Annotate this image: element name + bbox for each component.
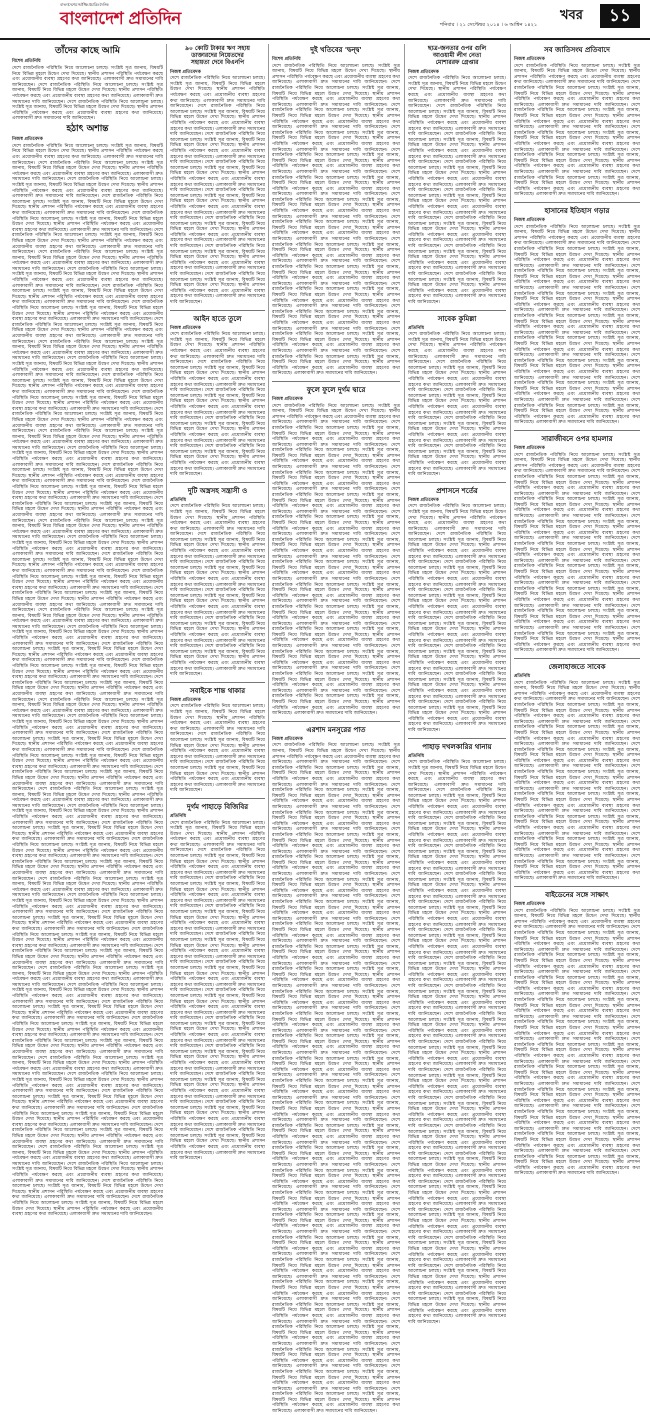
divider [514,430,640,431]
column-3 [272,44,400,1415]
byline: বিশেষ প্রতিনিধি [12,59,41,65]
divider [272,721,400,722]
column-4 [408,44,506,1325]
divider [170,798,265,799]
body-text: দেশে রাজনৈতিক পরিস্থিতি নিয়ে আলোচনা চলছে। সংশ্লিষ্ট সূত্র জানায়, বিষয়টি নিয়ে বিভিন্ন মহলে উদ্বেগ দেখা দিয়েছে। স্থানীয় প্রশাসন পরিস্থিতি পর্যবেক্ষণ করছে এবং প্রয়োজনীয় ব্যবস্থা গ্রহণের কথা জানিয়েছে। এলাকাবাসী দ্রুত সমাধানের দাবি জানিয়েছেন। দেশে রাজনৈতিক পরিস্থিতি নিয়ে আলোচনা চলছে। সংশ্লিষ্ট সূত্র জানায়, বিষয়টি নিয়ে বিভিন্ন মহলে উদ্বেগ দেখা দিয়েছে। স্থানীয় প্রশাসন পরিস্থিতি পর্যবেক্ষণ করছে এবং প্রয়োজনীয় ব্যবস্থা গ্রহণের কথা জানিয়েছে। এলাকাবাসী দ্রুত সমাধানের দাবি জানিয়েছেন। দেশে রাজনৈতিক পরিস্থিতি নিয়ে আলোচনা চলছে। সংশ্লিষ্ট সূত্র জানায়, বিষয়টি নিয়ে বিভিন্ন মহলে উদ্বেগ দেখা দিয়েছে। স্থানীয় প্রশাসন পরিস্থিতি পর্যবেক্ষণ করছে এবং প্রয়োজনীয় ব্যবস্থা গ্রহণের কথা জানিয়েছে। এলাকাবাসী দ্রুত সমাধানের দাবি জানিয়েছেন। দেশে রাজনৈতিক পরিস্থিতি নিয়ে আলোচনা চলছে। সংশ্লিষ্ট সূত্র জানায়, বিষয়টি নিয়ে বিভিন্ন মহলে উদ্বেগ দেখা দিয়েছে। স্থানীয় প্রশাসন পরিস্থিতি পর্যবেক্ষণ করছে এবং প্রয়োজনীয় ব্যবস্থা গ্রহণের কথা জানিয়েছে। এলাকাবাসী দ্রুত সমাধানের দাবি জানিয়েছেন। দেশে রাজনৈতিক পরিস্থিতি নিয়ে আলোচনা চলছে। সংশ্লিষ্ট সূত্র জানায়, বিষয়টি নিয়ে বিভিন্ন মহলে উদ্বেগ দেখা দিয়েছে। স্থানীয় প্রশাসন পরিস্থিতি পর্যবেক্ষণ করছে এবং প্রয়োজনীয় ব্যবস্থা গ্রহণের কথা জানিয়েছে। এলাকাবাসী দ্রুত সমাধানের দাবি জানিয়েছেন। দেশে রাজনৈতিক পরিস্থিতি নিয়ে আলোচনা চলছে। সংশ্লিষ্ট সূত্র জানায়, বিষয়টি নিয়ে বিভিন্ন মহলে উদ্বেগ দেখা দিয়েছে। স্থানীয় প্রশাসন পরিস্থিতি পর্যবেক্ষণ করছে এবং প্রয়োজনীয় ব্যবস্থা গ্রহণের কথা জানিয়েছে। এলাকাবাসী দ্রুত সমাধানের দাবি জানিয়েছেন। দেশে রাজনৈতিক পরিস্থিতি নিয়ে আলোচনা চলছে। সংশ্লিষ্ট সূত্র জানায়, বিষয়টি নিয়ে বিভিন্ন মহলে উদ্বেগ দেখা দিয়েছে। স্থানীয় প্রশাসন পরিস্থিতি পর্যবেক্ষণ করছে এবং প্রয়োজনীয় ব্যবস্থা গ্রহণের কথা জানিয়েছে। এলাকাবাসী দ্রুত সমাধানের দাবি জানিয়েছেন। দেশে রাজনৈতিক পরিস্থিতি নিয়ে আলোচনা চলছে। সংশ্লিষ্ট সূত্র জানায়, বিষয়টি নিয়ে বিভিন্ন মহলে উদ্বেগ দেখা দিয়েছে। স্থানীয় প্রশাসন পরিস্থিতি পর্যবেক্ষণ করছে এবং প্রয়োজনীয় ব্যবস্থা গ্রহণের কথা জানিয়েছে। এলাকাবাসী দ্রুত সমাধানের দাবি জানিয়েছেন। দেশে রাজনৈতিক পরিস্থিতি নিয়ে আলোচনা চলছে। সংশ্লিষ্ট সূত্র জানায়, বিষয়টি নিয়ে বিভিন্ন মহলে উদ্বেগ দেখা দিয়েছে। স্থানীয় প্রশাসন পরিস্থিতি পর্যবেক্ষণ করছে এবং প্রয়োজনীয় ব্যবস্থা গ্রহণের কথা জানিয়েছে। এলাকাবাসী দ্রুত সমাধানের দাবি জানিয়েছেন। [514,224,640,426]
byline: নিজস্ব প্রতিবেদক [408,497,439,503]
byline: বিশেষ প্রতিনিধি [272,57,301,63]
divider [408,738,506,739]
headline[interactable]: ফুলে ফুলে দুর্গম দ্বারে [306,385,366,394]
body-text: দেশে রাজনৈতিক পরিস্থিতি নিয়ে আলোচনা চলছে। সংশ্লিষ্ট সূত্র জানায়, বিষয়টি নিয়ে বিভিন্ন মহলে উদ্বেগ দেখা দিয়েছে। স্থানীয় প্রশাসন পরিস্থিতি পর্যবেক্ষণ করছে এবং প্রয়োজনীয় ব্যবস্থা গ্রহণের কথা জানিয়েছে। এলাকাবাসী দ্রুত সমাধানের দাবি জানিয়েছেন। দেশে রাজনৈতিক পরিস্থিতি নিয়ে আলোচনা চলছে। সংশ্লিষ্ট সূত্র জানায়, বিষয়টি নিয়ে বিভিন্ন মহলে উদ্বেগ দেখা দিয়েছে। স্থানীয় প্রশাসন পরিস্থিতি পর্যবেক্ষণ করছে এবং প্রয়োজনীয় ব্যবস্থা গ্রহণের কথা জানিয়েছে। এলাকাবাসী দ্রুত সমাধানের দাবি জানিয়েছেন। দেশে রাজনৈতিক পরিস্থিতি নিয়ে আলোচনা চলছে। সংশ্লিষ্ট সূত্র জানায়, বিষয়টি নিয়ে বিভিন্ন মহলে উদ্বেগ দেখা দিয়েছে। স্থানীয় প্রশাসন পরিস্থিতি পর্যবেক্ষণ করছে এবং প্রয়োজনীয় ব্যবস্থা গ্রহণের কথা জানিয়েছে। এলাকাবাসী দ্রুত সমাধানের দাবি জানিয়েছেন। দেশে রাজনৈতিক পরিস্থিতি নিয়ে আলোচনা চলছে। সংশ্লিষ্ট সূত্র জানায়, বিষয়টি নিয়ে বিভিন্ন মহলে উদ্বেগ দেখা দিয়েছে। স্থানীয় প্রশাসন পরিস্থিতি পর্যবেক্ষণ করছে এবং প্রয়োজনীয় ব্যবস্থা গ্রহণের কথা জানিয়েছে। এলাকাবাসী দ্রুত সমাধানের দাবি জানিয়েছেন। দেশে রাজনৈতিক পরিস্থিতি নিয়ে আলোচনা চলছে। সংশ্লিষ্ট সূত্র জানায়, বিষয়টি নিয়ে বিভিন্ন মহলে উদ্বেগ দেখা দিয়েছে। স্থানীয় প্রশাসন পরিস্থিতি পর্যবেক্ষণ করছে এবং প্রয়োজনীয় ব্যবস্থা গ্রহণের কথা জানিয়েছে। এলাকাবাসী দ্রুত সমাধানের দাবি জানিয়েছেন। দেশে রাজনৈতিক পরিস্থিতি নিয়ে আলোচনা চলছে। সংশ্লিষ্ট সূত্র জানায়, বিষয়টি নিয়ে বিভিন্ন মহলে উদ্বেগ দেখা দিয়েছে। স্থানীয় প্রশাসন পরিস্থিতি পর্যবেক্ষণ করছে এবং প্রয়োজনীয় ব্যবস্থা গ্রহণের কথা জানিয়েছে। এলাকাবাসী দ্রুত সমাধানের দাবি জানিয়েছেন। দেশে রাজনৈতিক পরিস্থিতি নিয়ে আলোচনা চলছে। সংশ্লিষ্ট সূত্র জানায়, বিষয়টি নিয়ে বিভিন্ন মহলে উদ্বেগ দেখা দিয়েছে। স্থানীয় প্রশাসন পরিস্থিতি পর্যবেক্ষণ করছে এবং প্রয়োজনীয় ব্যবস্থা গ্রহণের কথা জানিয়েছে। এলাকাবাসী দ্রুত সমাধানের দাবি জানিয়েছেন। দেশে রাজনৈতিক পরিস্থিতি নিয়ে আলোচনা চলছে। সংশ্লিষ্ট সূত্র জানায়, বিষয়টি নিয়ে বিভিন্ন মহলে উদ্বেগ দেখা দিয়েছে। স্থানীয় প্রশাসন পরিস্থিতি পর্যবেক্ষণ করছে এবং প্রয়োজনীয় ব্যবস্থা গ্রহণের কথা জানিয়েছে। এলাকাবাসী দ্রুত সমাধানের দাবি জানিয়েছেন। দেশে রাজনৈতিক পরিস্থিতি নিয়ে আলোচনা চলছে। সংশ্লিষ্ট সূত্র জানায়, বিষয়টি নিয়ে বিভিন্ন মহলে উদ্বেগ দেখা দিয়েছে। স্থানীয় প্রশাসন পরিস্থিতি পর্যবেক্ষণ করছে এবং প্রয়োজনীয় ব্যবস্থা গ্রহণের কথা জানিয়েছে। এলাকাবাসী দ্রুত সমাধানের দাবি জানিয়েছেন। দেশে রাজনৈতিক পরিস্থিতি নিয়ে আলোচনা চলছে। সংশ্লিষ্ট সূত্র জানায়, বিষয়টি নিয়ে বিভিন্ন মহলে উদ্বেগ দেখা দিয়েছে। স্থানীয় প্রশাসন পরিস্থিতি পর্যবেক্ষণ করছে এবং প্রয়োজনীয় ব্যবস্থা গ্রহণের কথা জানিয়েছে। এলাকাবাসী দ্রুত সমাধানের দাবি জানিয়েছেন। দেশে রাজনৈতিক পরিস্থিতি নিয়ে আলোচনা চলছে। সংশ্লিষ্ট সূত্র জানায়, বিষয়টি নিয়ে বিভিন্ন মহলে উদ্বেগ দেখা দিয়েছে। স্থানীয় প্রশাসন পরিস্থিতি পর্যবেক্ষণ করছে এবং প্রয়োজনীয় ব্যবস্থা গ্রহণের কথা জানিয়েছে। এলাকাবাসী দ্রুত সমাধানের দাবি জানিয়েছেন। দেশে রাজনৈতিক পরিস্থিতি নিয়ে আলোচনা চলছে। সংশ্লিষ্ট সূত্র জানায়, বিষয়টি নিয়ে বিভিন্ন মহলে উদ্বেগ দেখা দিয়েছে। স্থানীয় প্রশাসন পরিস্থিতি পর্যবেক্ষণ করছে এবং প্রয়োজনীয় ব্যবস্থা গ্রহণের কথা জানিয়েছে। এলাকাবাসী দ্রুত সমাধানের দাবি জানিয়েছেন। দেশে রাজনৈতিক পরিস্থিতি নিয়ে আলোচনা চলছে। সংশ্লিষ্ট সূত্র জানায়, বিষয়টি নিয়ে বিভিন্ন মহলে উদ্বেগ দেখা দিয়েছে। স্থানীয় প্রশাসন পরিস্থিতি পর্যবেক্ষণ করছে এবং প্রয়োজনীয় ব্যবস্থা গ্রহণের কথা জানিয়েছে। এলাকাবাসী দ্রুত সমাধানের দাবি জানিয়েছেন। দেশে রাজনৈতিক পরিস্থিতি নিয়ে আলোচনা চলছে। সংশ্লিষ্ট সূত্র জানায়, বিষয়টি নিয়ে বিভিন্ন মহলে উদ্বেগ দেখা দিয়েছে। স্থানীয় প্রশাসন পরিস্থিতি পর্যবেক্ষণ করছে এবং প্রয়োজনীয় ব্যবস্থা গ্রহণের কথা জানিয়েছে। এলাকাবাসী দ্রুত সমাধানের দাবি জানিয়েছেন। দেশে রাজনৈতিক পরিস্থিতি নিয়ে আলোচনা চলছে। সংশ্লিষ্ট সূত্র জানায়, বিষয়টি নিয়ে বিভিন্ন মহলে উদ্বেগ দেখা দিয়েছে। স্থানীয় প্রশাসন পরিস্থিতি পর্যবেক্ষণ করছে এবং প্রয়োজনীয় ব্যবস্থা গ্রহণের কথা জানিয়েছে। এলাকাবাসী দ্রুত সমাধানের দাবি জানিয়েছেন। দেশে রাজনৈতিক পরিস্থিতি নিয়ে আলোচনা চলছে। সংশ্লিষ্ট সূত্র জানায়, বিষয়টি নিয়ে বিভিন্ন মহলে উদ্বেগ দেখা দিয়েছে। স্থানীয় প্রশাসন পরিস্থিতি পর্যবেক্ষণ করছে এবং প্রয়োজনীয় ব্যবস্থা গ্রহণের কথা জানিয়েছে। এলাকাবাসী দ্রুত সমাধানের দাবি জানিয়েছেন। দেশে রাজনৈতিক পরিস্থিতি নিয়ে আলোচনা চলছে। সংশ্লিষ্ট সূত্র জানায়, বিষয়টি নিয়ে বিভিন্ন মহলে উদ্বেগ দেখা দিয়েছে। স্থানীয় প্রশাসন পরিস্থিতি পর্যবেক্ষণ করছে এবং প্রয়োজনীয় ব্যবস্থা গ্রহণের কথা জানিয়েছে। এলাকাবাসী দ্রুত সমাধানের দাবি জানিয়েছেন। দেশে রাজনৈতিক পরিস্থিতি নিয়ে আলোচনা চলছে। সংশ্লিষ্ট সূত্র জানায়, বিষয়টি নিয়ে বিভিন্ন মহলে উদ্বেগ দেখা দিয়েছে। স্থানীয় প্রশাসন পরিস্থিতি পর্যবেক্ষণ করছে এবং প্রয়োজনীয় ব্যবস্থা গ্রহণের কথা জানিয়েছে। এলাকাবাসী দ্রুত সমাধানের দাবি জানিয়েছেন। দেশে রাজনৈতিক পরিস্থিতি নিয়ে আলোচনা চলছে। সংশ্লিষ্ট সূত্র জানায়, বিষয়টি নিয়ে বিভিন্ন মহলে উদ্বেগ দেখা দিয়েছে। স্থানীয় প্রশাসন পরিস্থিতি পর্যবেক্ষণ করছে এবং প্রয়োজনীয় ব্যবস্থা গ্রহণের কথা জানিয়েছে। এলাকাবাসী দ্রুত সমাধানের দাবি জানিয়েছেন। দেশে রাজনৈতিক পরিস্থিতি নিয়ে আলোচনা চলছে। সংশ্লিষ্ট সূত্র জানায়, বিষয়টি নিয়ে বিভিন্ন মহলে উদ্বেগ দেখা দিয়েছে। স্থানীয় প্রশাসন পরিস্থিতি পর্যবেক্ষণ করছে এবং প্রয়োজনীয় ব্যবস্থা গ্রহণের কথা জানিয়েছে। এলাকাবাসী দ্রুত সমাধানের দাবি জানিয়েছেন। দেশে রাজনৈতিক পরিস্থিতি নিয়ে আলোচনা চলছে। সংশ্লিষ্ট সূত্র জানায়, বিষয়টি নিয়ে বিভিন্ন মহলে উদ্বেগ দেখা দিয়েছে। স্থানীয় প্রশাসন পরিস্থিতি পর্যবেক্ষণ করছে এবং প্রয়োজনীয় ব্যবস্থা গ্রহণের কথা জানিয়েছে। এলাকাবাসী দ্রুত সমাধানের দাবি জানিয়েছেন। দেশে রাজনৈতিক পরিস্থিতি নিয়ে আলোচনা চলছে। সংশ্লিষ্ট সূত্র জানায়, বিষয়টি নিয়ে বিভিন্ন মহলে উদ্বেগ দেখা দিয়েছে। স্থানীয় প্রশাসন পরিস্থিতি পর্যবেক্ষণ করছে এবং প্রয়োজনীয় ব্যবস্থা গ্রহণের কথা জানিয়েছে। এলাকাবাসী দ্রুত সমাধানের দাবি জানিয়েছেন। দেশে রাজনৈতিক পরিস্থিতি নিয়ে আলোচনা চলছে। সংশ্লিষ্ট সূত্র জানায়, বিষয়টি নিয়ে বিভিন্ন মহলে উদ্বেগ দেখা দিয়েছে। স্থানীয় প্রশাসন পরিস্থিতি পর্যবেক্ষণ করছে এবং প্রয়োজনীয় ব্যবস্থা গ্রহণের কথা জানিয়েছে। এলাকাবাসী দ্রুত সমাধানের দাবি জানিয়েছেন। দেশে রাজনৈতিক পরিস্থিতি নিয়ে আলোচনা চলছে। সংশ্লিষ্ট সূত্র জানায়, বিষয়টি নিয়ে বিভিন্ন মহলে উদ্বেগ দেখা দিয়েছে। স্থানীয় প্রশাসন পরিস্থিতি পর্যবেক্ষণ করছে এবং প্রয়োজনীয় ব্যবস্থা গ্রহণের কথা জানিয়েছে। এলাকাবাসী দ্রুত সমাধানের দাবি জানিয়েছেন। দেশে রাজনৈতিক পরিস্থিতি নিয়ে আলোচনা চলছে। সংশ্লিষ্ট সূত্র জানায়, বিষয়টি নিয়ে বিভিন্ন মহলে উদ্বেগ দেখা দিয়েছে। স্থানীয় প্রশাসন পরিস্থিতি পর্যবেক্ষণ করছে এবং প্রয়োজনীয় ব্যবস্থা গ্রহণের কথা জানিয়েছে। এলাকাবাসী দ্রুত সমাধানের দাবি জানিয়েছেন। দেশে রাজনৈতিক পরিস্থিতি নিয়ে আলোচনা চলছে। সংশ্লিষ্ট সূত্র জানায়, বিষয়টি নিয়ে বিভিন্ন মহলে উদ্বেগ দেখা দিয়েছে। স্থানীয় প্রশাসন পরিস্থিতি পর্যবেক্ষণ করছে এবং প্রয়োজনীয় ব্যবস্থা গ্রহণের কথা জানিয়েছে। এলাকাবাসী দ্রুত সমাধানের দাবি জানিয়েছেন। দেশে রাজনৈতিক পরিস্থিতি নিয়ে আলোচনা চলছে। সংশ্লিষ্ট সূত্র জানায়, বিষয়টি নিয়ে বিভিন্ন মহলে উদ্বেগ দেখা দিয়েছে। স্থানীয় প্রশাসন পরিস্থিতি পর্যবেক্ষণ করছে এবং প্রয়োজনীয় ব্যবস্থা গ্রহণের কথা জানিয়েছে। এলাকাবাসী দ্রুত সমাধানের দাবি জানিয়েছেন। দেশে রাজনৈতিক পরিস্থিতি নিয়ে আলোচনা চলছে। সংশ্লিষ্ট সূত্র জানায়, বিষয়টি নিয়ে বিভিন্ন মহলে উদ্বেগ দেখা দিয়েছে। স্থানীয় প্রশাসন পরিস্থিতি পর্যবেক্ষণ করছে এবং প্রয়োজনীয় ব্যবস্থা গ্রহণের কথা জানিয়েছে। এলাকাবাসী দ্রুত সমাধানের দাবি জানিয়েছেন। দেশে রাজনৈতিক পরিস্থিতি নিয়ে আলোচনা চলছে। সংশ্লিষ্ট সূত্র জানায়, বিষয়টি নিয়ে বিভিন্ন মহলে উদ্বেগ দেখা দিয়েছে। স্থানীয় প্রশাসন পরিস্থিতি পর্যবেক্ষণ করছে এবং প্রয়োজনীয় ব্যবস্থা গ্রহণের কথা জানিয়েছে। এলাকাবাসী দ্রুত সমাধানের দাবি জানিয়েছেন। দেশে রাজনৈতিক পরিস্থিতি নিয়ে আলোচনা চলছে। সংশ্লিষ্ট সূত্র জানায়, বিষয়টি নিয়ে বিভিন্ন মহলে উদ্বেগ দেখা দিয়েছে। স্থানীয় প্রশাসন পরিস্থিতি পর্যবেক্ষণ করছে এবং প্রয়োজনীয় ব্যবস্থা গ্রহণের কথা জানিয়েছে। এলাকাবাসী দ্রুত সমাধানের দাবি জানিয়েছেন। [272,743,400,1415]
byline: প্রতিনিধি [408,753,425,759]
headline[interactable]: হাসানের ইতিহাস গড়ার [544,206,610,215]
logo-text: বাংলাদেশ প্রতিদিন [60,9,181,29]
body-text: দেশে রাজনৈতিক পরিস্থিতি নিয়ে আলোচনা চলছে। সংশ্লিষ্ট সূত্র জানায়, বিষয়টি নিয়ে বিভিন্ন মহলে উদ্বেগ দেখা দিয়েছে। স্থানীয় প্রশাসন পরিস্থিতি পর্যবেক্ষণ করছে এবং প্রয়োজনীয় ব্যবস্থা গ্রহণের কথা জানিয়েছে। এলাকাবাসী দ্রুত সমাধানের দাবি জানিয়েছেন। দেশে রাজনৈতিক পরিস্থিতি নিয়ে আলোচনা চলছে। সংশ্লিষ্ট সূত্র জানায়, বিষয়টি নিয়ে বিভিন্ন মহলে উদ্বেগ দেখা দিয়েছে। স্থানীয় প্রশাসন পরিস্থিতি পর্যবেক্ষণ করছে এবং প্রয়োজনীয় ব্যবস্থা গ্রহণের কথা জানিয়েছে। এলাকাবাসী দ্রুত সমাধানের দাবি জানিয়েছেন। দেশে রাজনৈতিক পরিস্থিতি নিয়ে আলোচনা চলছে। সংশ্লিষ্ট সূত্র জানায়, বিষয়টি নিয়ে বিভিন্ন মহলে উদ্বেগ দেখা দিয়েছে। স্থানীয় প্রশাসন পরিস্থিতি পর্যবেক্ষণ করছে এবং প্রয়োজনীয় ব্যবস্থা গ্রহণের কথা জানিয়েছে। এলাকাবাসী দ্রুত সমাধানের দাবি জানিয়েছেন। দেশে রাজনৈতিক পরিস্থিতি নিয়ে আলোচনা চলছে। সংশ্লিষ্ট সূত্র জানায়, বিষয়টি নিয়ে বিভিন্ন মহলে উদ্বেগ দেখা দিয়েছে। স্থানীয় প্রশাসন পরিস্থিতি পর্যবেক্ষণ করছে এবং প্রয়োজনীয় ব্যবস্থা গ্রহণের কথা জানিয়েছে। এলাকাবাসী দ্রুত সমাধানের দাবি জানিয়েছেন। দেশে রাজনৈতিক পরিস্থিতি নিয়ে আলোচনা চলছে। সংশ্লিষ্ট সূত্র জানায়, বিষয়টি নিয়ে বিভিন্ন মহলে উদ্বেগ দেখা দিয়েছে। স্থানীয় প্রশাসন পরিস্থিতি পর্যবেক্ষণ করছে এবং প্রয়োজনীয় ব্যবস্থা গ্রহণের কথা জানিয়েছে। এলাকাবাসী দ্রুত সমাধানের দাবি জানিয়েছেন। [170,332,265,478]
headline[interactable]: ৯০ কোটি টাকার ঋণ সহায় ডাক্তারদের নিয়েতদের সহায়তা দেবে বিএনপি [185,45,250,66]
byline: নিজস্ব প্রতিবেদক [170,69,201,75]
column-5 [514,44,640,1177]
body-text: দেশে রাজনৈতিক পরিস্থিতি নিয়ে আলোচনা চলছে। সংশ্লিষ্ট সূত্র জানায়, বিষয়টি নিয়ে বিভিন্ন মহলে উদ্বেগ দেখা দিয়েছে। স্থানীয় প্রশাসন পরিস্থিতি পর্যবেক্ষণ করছে এবং প্রয়োজনীয় ব্যবস্থা গ্রহণের কথা জানিয়েছে। এলাকাবাসী দ্রুত সমাধানের দাবি জানিয়েছেন। দেশে রাজনৈতিক পরিস্থিতি নিয়ে আলোচনা চলছে। সংশ্লিষ্ট সূত্র জানায়, বিষয়টি নিয়ে বিভিন্ন মহলে উদ্বেগ দেখা দিয়েছে। স্থানীয় প্রশাসন পরিস্থিতি পর্যবেক্ষণ করছে এবং প্রয়োজনীয় ব্যবস্থা গ্রহণের কথা জানিয়েছে। এলাকাবাসী দ্রুত সমাধানের দাবি জানিয়েছেন। দেশে রাজনৈতিক পরিস্থিতি নিয়ে আলোচনা চলছে। সংশ্লিষ্ট সূত্র জানায়, বিষয়টি নিয়ে বিভিন্ন মহলে উদ্বেগ দেখা দিয়েছে। স্থানীয় প্রশাসন পরিস্থিতি পর্যবেক্ষণ করছে এবং প্রয়োজনীয় ব্যবস্থা গ্রহণের কথা জানিয়েছে। এলাকাবাসী দ্রুত সমাধানের দাবি জানিয়েছেন। দেশে রাজনৈতিক পরিস্থিতি নিয়ে আলোচনা চলছে। সংশ্লিষ্ট সূত্র জানায়, বিষয়টি নিয়ে বিভিন্ন মহলে উদ্বেগ দেখা দিয়েছে। স্থানীয় প্রশাসন পরিস্থিতি পর্যবেক্ষণ করছে এবং প্রয়োজনীয় ব্যবস্থা গ্রহণের কথা জানিয়েছে। এলাকাবাসী দ্রুত সমাধানের দাবি জানিয়েছেন। দেশে রাজনৈতিক পরিস্থিতি নিয়ে আলোচনা চলছে। সংশ্লিষ্ট সূত্র জানায়, বিষয়টি নিয়ে বিভিন্ন মহলে উদ্বেগ দেখা দিয়েছে। স্থানীয় প্রশাসন পরিস্থিতি পর্যবেক্ষণ করছে এবং প্রয়োজনীয় ব্যবস্থা গ্রহণের কথা জানিয়েছে। এলাকাবাসী দ্রুত সমাধানের দাবি জানিয়েছেন। দেশে রাজনৈতিক পরিস্থিতি নিয়ে আলোচনা চলছে। সংশ্লিষ্ট সূত্র জানায়, বিষয়টি নিয়ে বিভিন্ন মহলে উদ্বেগ দেখা দিয়েছে। স্থানীয় প্রশাসন পরিস্থিতি পর্যবেক্ষণ করছে এবং প্রয়োজনীয় ব্যবস্থা গ্রহণের কথা জানিয়েছে। এলাকাবাসী দ্রুত সমাধানের দাবি জানিয়েছেন। দেশে রাজনৈতিক পরিস্থিতি নিয়ে আলোচনা চলছে। সংশ্লিষ্ট সূত্র জানায়, বিষয়টি নিয়ে বিভিন্ন মহলে উদ্বেগ দেখা দিয়েছে। স্থানীয় প্রশাসন পরিস্থিতি পর্যবেক্ষণ করছে এবং প্রয়োজনীয় ব্যবস্থা গ্রহণের কথা জানিয়েছে। এলাকাবাসী দ্রুত সমাধানের দাবি জানিয়েছেন। দেশে রাজনৈতিক পরিস্থিতি নিয়ে আলোচনা চলছে। সংশ্লিষ্ট সূত্র জানায়, বিষয়টি নিয়ে বিভিন্ন মহলে উদ্বেগ দেখা দিয়েছে। স্থানীয় প্রশাসন পরিস্থিতি পর্যবেক্ষণ করছে এবং প্রয়োজনীয় ব্যবস্থা গ্রহণের কথা জানিয়েছে। এলাকাবাসী দ্রুত সমাধানের দাবি জানিয়েছেন। দেশে রাজনৈতিক পরিস্থিতি নিয়ে আলোচনা চলছে। সংশ্লিষ্ট সূত্র জানায়, বিষয়টি নিয়ে বিভিন্ন মহলে উদ্বেগ দেখা দিয়েছে। স্থানীয় প্রশাসন পরিস্থিতি পর্যবেক্ষণ করছে এবং প্রয়োজনীয় ব্যবস্থা গ্রহণের কথা জানিয়েছে। এলাকাবাসী দ্রুত সমাধানের দাবি জানিয়েছেন। দেশে রাজনৈতিক পরিস্থিতি নিয়ে আলোচনা চলছে। সংশ্লিষ্ট সূত্র জানায়, বিষয়টি নিয়ে বিভিন্ন মহলে উদ্বেগ দেখা দিয়েছে। স্থানীয় প্রশাসন পরিস্থিতি পর্যবেক্ষণ করছে এবং প্রয়োজনীয় ব্যবস্থা গ্রহণের কথা জানিয়েছে। এলাকাবাসী দ্রুত সমাধানের দাবি জানিয়েছেন। দেশে রাজনৈতিক পরিস্থিতি নিয়ে আলোচনা চলছে। সংশ্লিষ্ট সূত্র জানায়, বিষয়টি নিয়ে বিভিন্ন মহলে উদ্বেগ দেখা দিয়েছে। স্থানীয় প্রশাসন পরিস্থিতি পর্যবেক্ষণ করছে এবং প্রয়োজনীয় ব্যবস্থা গ্রহণের কথা জানিয়েছে। এলাকাবাসী দ্রুত সমাধানের দাবি জানিয়েছেন। দেশে রাজনৈতিক পরিস্থিতি নিয়ে আলোচনা চলছে। সংশ্লিষ্ট সূত্র জানায়, বিষয়টি নিয়ে বিভিন্ন মহলে উদ্বেগ দেখা দিয়েছে। স্থানীয় প্রশাসন পরিস্থিতি পর্যবেক্ষণ করছে এবং প্রয়োজনীয় ব্যবস্থা গ্রহণের কথা জানিয়েছে। এলাকাবাসী দ্রুত সমাধানের দাবি জানিয়েছেন। দেশে রাজনৈতিক পরিস্থিতি নিয়ে আলোচনা চলছে। সংশ্লিষ্ট সূত্র জানায়, বিষয়টি নিয়ে বিভিন্ন মহলে উদ্বেগ দেখা দিয়েছে। স্থানীয় প্রশাসন পরিস্থিতি পর্যবেক্ষণ করছে এবং প্রয়োজনীয় ব্যবস্থা গ্রহণের কথা জানিয়েছে। এলাকাবাসী দ্রুত সমাধানের দাবি জানিয়েছেন। দেশে রাজনৈতিক পরিস্থিতি নিয়ে আলোচনা চলছে। সংশ্লিষ্ট সূত্র জানায়, বিষয়টি নিয়ে বিভিন্ন মহলে উদ্বেগ দেখা দিয়েছে। স্থানীয় প্রশাসন পরিস্থিতি পর্যবেক্ষণ করছে এবং প্রয়োজনীয় ব্যবস্থা গ্রহণের কথা জানিয়েছে। এলাকাবাসী দ্রুত সমাধানের দাবি জানিয়েছেন। দেশে রাজনৈতিক পরিস্থিতি নিয়ে আলোচনা চলছে। সংশ্লিষ্ট সূত্র জানায়, বিষয়টি নিয়ে বিভিন্ন মহলে উদ্বেগ দেখা দিয়েছে। স্থানীয় প্রশাসন পরিস্থিতি পর্যবেক্ষণ করছে এবং প্রয়োজনীয় ব্যবস্থা গ্রহণের কথা জানিয়েছে। এলাকাবাসী দ্রুত সমাধানের দাবি জানিয়েছেন। দেশে রাজনৈতিক পরিস্থিতি নিয়ে আলোচনা চলছে। সংশ্লিষ্ট সূত্র জানায়, বিষয়টি নিয়ে বিভিন্ন মহলে উদ্বেগ দেখা দিয়েছে। স্থানীয় প্রশাসন পরিস্থিতি পর্যবেক্ষণ করছে এবং প্রয়োজনীয় ব্যবস্থা গ্রহণের কথা জানিয়েছে। এলাকাবাসী দ্রুত সমাধানের দাবি জানিয়েছেন। দেশে রাজনৈতিক পরিস্থিতি নিয়ে আলোচনা চলছে। সংশ্লিষ্ট সূত্র জানায়, বিষয়টি নিয়ে বিভিন্ন মহলে উদ্বেগ দেখা দিয়েছে। স্থানীয় প্রশাসন পরিস্থিতি পর্যবেক্ষণ করছে এবং প্রয়োজনীয় ব্যবস্থা গ্রহণের কথা জানিয়েছে। এলাকাবাসী দ্রুত সমাধানের দাবি জানিয়েছেন। দেশে রাজনৈতিক পরিস্থিতি নিয়ে আলোচনা চলছে। সংশ্লিষ্ট সূত্র জানায়, বিষয়টি নিয়ে বিভিন্ন মহলে উদ্বেগ দেখা দিয়েছে। স্থানীয় প্রশাসন পরিস্থিতি পর্যবেক্ষণ করছে এবং প্রয়োজনীয় ব্যবস্থা গ্রহণের কথা জানিয়েছে। এলাকাবাসী দ্রুত সমাধানের দাবি জানিয়েছেন। দেশে রাজনৈতিক পরিস্থিতি নিয়ে আলোচনা চলছে। সংশ্লিষ্ট সূত্র জানায়, বিষয়টি নিয়ে বিভিন্ন মহলে উদ্বেগ দেখা দিয়েছে। স্থানীয় প্রশাসন পরিস্থিতি পর্যবেক্ষণ করছে এবং প্রয়োজনীয় ব্যবস্থা গ্রহণের কথা জানিয়েছে। এলাকাবাসী দ্রুত সমাধানের দাবি জানিয়েছেন। দেশে রাজনৈতিক পরিস্থিতি নিয়ে আলোচনা চলছে। সংশ্লিষ্ট সূত্র জানায়, বিষয়টি নিয়ে বিভিন্ন মহলে উদ্বেগ দেখা দিয়েছে। স্থানীয় প্রশাসন পরিস্থিতি পর্যবেক্ষণ করছে এবং প্রয়োজনীয় ব্যবস্থা গ্রহণের কথা জানিয়েছে। এলাকাবাসী দ্রুত সমাধানের দাবি জানিয়েছেন। দেশে রাজনৈতিক পরিস্থিতি নিয়ে আলোচনা চলছে। সংশ্লিষ্ট সূত্র জানায়, বিষয়টি নিয়ে বিভিন্ন মহলে উদ্বেগ দেখা দিয়েছে। স্থানীয় প্রশাসন পরিস্থিতি পর্যবেক্ষণ করছে এবং প্রয়োজনীয় ব্যবস্থা গ্রহণের কথা জানিয়েছে। এলাকাবাসী দ্রুত সমাধানের দাবি জানিয়েছেন। দেশে রাজনৈতিক পরিস্থিতি নিয়ে আলোচনা চলছে। সংশ্লিষ্ট সূত্র জানায়, বিষয়টি নিয়ে বিভিন্ন মহলে উদ্বেগ দেখা দিয়েছে। স্থানীয় প্রশাসন পরিস্থিতি পর্যবেক্ষণ করছে এবং প্রয়োজনীয় ব্যবস্থা গ্রহণের কথা জানিয়েছে। এলাকাবাসী দ্রুত সমাধানের দাবি জানিয়েছেন। দেশে রাজনৈতিক পরিস্থিতি নিয়ে আলোচনা চলছে। সংশ্লিষ্ট সূত্র জানায়, বিষয়টি নিয়ে বিভিন্ন মহলে উদ্বেগ দেখা দিয়েছে। স্থানীয় প্রশাসন পরিস্থিতি পর্যবেক্ষণ করছে এবং প্রয়োজনীয় ব্যবস্থা গ্রহণের কথা জানিয়েছে। এলাকাবাসী দ্রুত সমাধানের দাবি জানিয়েছেন। দেশে রাজনৈতিক পরিস্থিতি নিয়ে আলোচনা চলছে। সংশ্লিষ্ট সূত্র জানায়, বিষয়টি নিয়ে বিভিন্ন মহলে উদ্বেগ দেখা দিয়েছে। স্থানীয় প্রশাসন পরিস্থিতি পর্যবেক্ষণ করছে এবং প্রয়োজনীয় ব্যবস্থা গ্রহণের কথা জানিয়েছে। এলাকাবাসী দ্রুত সমাধানের দাবি জানিয়েছেন। দেশে রাজনৈতিক পরিস্থিতি নিয়ে আলোচনা চলছে। সংশ্লিষ্ট সূত্র জানায়, বিষয়টি নিয়ে বিভিন্ন মহলে উদ্বেগ দেখা দিয়েছে। স্থানীয় প্রশাসন পরিস্থিতি পর্যবেক্ষণ করছে এবং প্রয়োজনীয় ব্যবস্থা গ্রহণের কথা জানিয়েছে। এলাকাবাসী দ্রুত সমাধানের দাবি জানিয়েছেন। দেশে রাজনৈতিক পরিস্থিতি নিয়ে আলোচনা চলছে। সংশ্লিষ্ট সূত্র জানায়, বিষয়টি নিয়ে বিভিন্ন মহলে উদ্বেগ দেখা দিয়েছে। স্থানীয় প্রশাসন পরিস্থিতি পর্যবেক্ষণ করছে এবং প্রয়োজনীয় ব্যবস্থা গ্রহণের কথা জানিয়েছে। এলাকাবাসী দ্রুত সমাধানের দাবি জানিয়েছেন। দেশে রাজনৈতিক পরিস্থিতি নিয়ে আলোচনা চলছে। সংশ্লিষ্ট সূত্র জানায়, বিষয়টি নিয়ে বিভিন্ন মহলে উদ্বেগ দেখা দিয়েছে। স্থানীয় প্রশাসন পরিস্থিতি পর্যবেক্ষণ করছে এবং প্রয়োজনীয় ব্যবস্থা গ্রহণের কথা জানিয়েছে। এলাকাবাসী দ্রুত সমাধানের দাবি জানিয়েছেন। দেশে রাজনৈতিক পরিস্থিতি নিয়ে আলোচনা চলছে। সংশ্লিষ্ট সূত্র জানায়, বিষয়টি নিয়ে বিভিন্ন মহলে উদ্বেগ দেখা দিয়েছে। স্থানীয় প্রশাসন পরিস্থিতি পর্যবেক্ষণ করছে এবং প্রয়োজনীয় ব্যবস্থা গ্রহণের কথা জানিয়েছে। এলাকাবাসী দ্রুত সমাধানের দাবি জানিয়েছেন। দেশে রাজনৈতিক পরিস্থিতি নিয়ে আলোচনা চলছে। সংশ্লিষ্ট সূত্র জানায়, বিষয়টি নিয়ে বিভিন্ন মহলে উদ্বেগ দেখা দিয়েছে। স্থানীয় প্রশাসন পরিস্থিতি পর্যবেক্ষণ করছে এবং প্রয়োজনীয় ব্যবস্থা গ্রহণের কথা জানিয়েছে। এলাকাবাসী দ্রুত সমাধানের দাবি জানিয়েছেন। দেশে রাজনৈতিক পরিস্থিতি নিয়ে আলোচনা চলছে। সংশ্লিষ্ট সূত্র জানায়, বিষয়টি নিয়ে বিভিন্ন মহলে উদ্বেগ দেখা দিয়েছে। স্থানীয় প্রশাসন পরিস্থিতি পর্যবেক্ষণ করছে এবং প্রয়োজনীয় ব্যবস্থা গ্রহণের কথা জানিয়েছে। এলাকাবাসী দ্রুত সমাধানের দাবি জানিয়েছেন। দেশে রাজনৈতিক পরিস্থিতি নিয়ে আলোচনা চলছে। সংশ্লিষ্ট সূত্র জানায়, বিষয়টি নিয়ে বিভিন্ন মহলে উদ্বেগ দেখা দিয়েছে। স্থানীয় প্রশাসন পরিস্থিতি পর্যবেক্ষণ করছে এবং প্রয়োজনীয় ব্যবস্থা গ্রহণের কথা জানিয়েছে। এলাকাবাসী দ্রুত সমাধানের দাবি জানিয়েছেন। দেশে রাজনৈতিক পরিস্থিতি নিয়ে আলোচনা চলছে। সংশ্লিষ্ট সূত্র জানায়, বিষয়টি নিয়ে বিভিন্ন মহলে উদ্বেগ দেখা দিয়েছে। স্থানীয় প্রশাসন পরিস্থিতি পর্যবেক্ষণ করছে এবং প্রয়োজনীয় ব্যবস্থা গ্রহণের কথা জানিয়েছে। এলাকাবাসী দ্রুত সমাধানের দাবি জানিয়েছেন। দেশে রাজনৈতিক পরিস্থিতি নিয়ে আলোচনা চলছে। সংশ্লিষ্ট সূত্র জানায়, বিষয়টি নিয়ে বিভিন্ন মহলে উদ্বেগ দেখা দিয়েছে। স্থানীয় প্রশাসন পরিস্থিতি পর্যবেক্ষণ করছে এবং প্রয়োজনীয় ব্যবস্থা গ্রহণের কথা জানিয়েছে। এলাকাবাসী দ্রুত সমাধানের দাবি জানিয়েছেন। দেশে রাজনৈতিক পরিস্থিতি নিয়ে আলোচনা চলছে। সংশ্লিষ্ট সূত্র জানায়, বিষয়টি নিয়ে বিভিন্ন মহলে উদ্বেগ দেখা দিয়েছে। স্থানীয় প্রশাসন পরিস্থিতি পর্যবেক্ষণ করছে এবং প্রয়োজনীয় ব্যবস্থা গ্রহণের কথা জানিয়েছে। এলাকাবাসী দ্রুত সমাধানের দাবি জানিয়েছেন। দেশে রাজনৈতিক পরিস্থিতি নিয়ে আলোচনা চলছে। সংশ্লিষ্ট সূত্র জানায়, বিষয়টি নিয়ে বিভিন্ন মহলে উদ্বেগ দেখা দিয়েছে। স্থানীয় প্রশাসন পরিস্থিতি পর্যবেক্ষণ করছে এবং প্রয়োজনীয় ব্যবস্থা গ্রহণের কথা জানিয়েছে। এলাকাবাসী দ্রুত সমাধানের দাবি জানিয়েছেন। দেশে রাজনৈতিক পরিস্থিতি নিয়ে আলোচনা চলছে। সংশ্লিষ্ট সূত্র জানায়, বিষয়টি নিয়ে বিভিন্ন মহলে উদ্বেগ দেখা দিয়েছে। স্থানীয় প্রশাসন পরিস্থিতি পর্যবেক্ষণ করছে এবং প্রয়োজনীয় ব্যবস্থা গ্রহণের কথা জানিয়েছে। এলাকাবাসী দ্রুত সমাধানের দাবি জানিয়েছেন। দেশে রাজনৈতিক পরিস্থিতি নিয়ে আলোচনা চলছে। সংশ্লিষ্ট সূত্র জানায়, বিষয়টি নিয়ে বিভিন্ন মহলে উদ্বেগ দেখা দিয়েছে। স্থানীয় প্রশাসন পরিস্থিতি পর্যবেক্ষণ করছে এবং প্রয়োজনীয় ব্যবস্থা গ্রহণের কথা জানিয়েছে। এলাকাবাসী দ্রুত সমাধানের দাবি জানিয়েছেন। দেশে রাজনৈতিক পরিস্থিতি নিয়ে আলোচনা চলছে। সংশ্লিষ্ট সূত্র জানায়, বিষয়টি নিয়ে বিভিন্ন মহলে উদ্বেগ দেখা দিয়েছে। স্থানীয় প্রশাসন পরিস্থিতি পর্যবেক্ষণ করছে এবং প্রয়োজনীয় ব্যবস্থা গ্রহণের কথা জানিয়েছে। এলাকাবাসী দ্রুত সমাধানের দাবি জানিয়েছেন। দেশে রাজনৈতিক পরিস্থিতি নিয়ে আলোচনা চলছে। সংশ্লিষ্ট সূত্র জানায়, বিষয়টি নিয়ে বিভিন্ন মহলে উদ্বেগ দেখা দিয়েছে। স্থানীয় প্রশাসন পরিস্থিতি পর্যবেক্ষণ করছে এবং প্রয়োজনীয় ব্যবস্থা গ্রহণের কথা জানিয়েছে। এলাকাবাসী দ্রুত সমাধানের দাবি জানিয়েছেন। দেশে রাজনৈতিক পরিস্থিতি নিয়ে আলোচনা চলছে। সংশ্লিষ্ট সূত্র জানায়, বিষয়টি নিয়ে বিভিন্ন মহলে উদ্বেগ দেখা দিয়েছে। স্থানীয় প্রশাসন পরিস্থিতি পর্যবেক্ষণ করছে এবং প্রয়োজনীয় ব্যবস্থা গ্রহণের কথা জানিয়েছে। এলাকাবাসী দ্রুত সমাধানের দাবি জানিয়েছেন। দেশে রাজনৈতিক পরিস্থিতি নিয়ে আলোচনা চলছে। সংশ্লিষ্ট সূত্র জানায়, বিষয়টি নিয়ে বিভিন্ন মহলে উদ্বেগ দেখা দিয়েছে। স্থানীয় প্রশাসন পরিস্থিতি পর্যবেক্ষণ করছে এবং প্রয়োজনীয় ব্যবস্থা গ্রহণের কথা জানিয়েছে। এলাকাবাসী দ্রুত সমাধানের দাবি জানিয়েছেন। দেশে রাজনৈতিক পরিস্থিতি নিয়ে আলোচনা চলছে। সংশ্লিষ্ট সূত্র জানায়, বিষয়টি নিয়ে বিভিন্ন মহলে উদ্বেগ দেখা দিয়েছে। স্থানীয় প্রশাসন পরিস্থিতি পর্যবেক্ষণ করছে এবং প্রয়োজনীয় ব্যবস্থা গ্রহণের কথা জানিয়েছে। এলাকাবাসী দ্রুত সমাধানের দাবি জানিয়েছেন। দেশে রাজনৈতিক পরিস্থিতি নিয়ে আলোচনা চলছে। সংশ্লিষ্ট সূত্র জানায়, বিষয়টি নিয়ে বিভিন্ন মহলে উদ্বেগ দেখা দিয়েছে। স্থানীয় প্রশাসন পরিস্থিতি পর্যবেক্ষণ করছে এবং প্রয়োজনীয় ব্যবস্থা গ্রহণের কথা জানিয়েছে। এলাকাবাসী দ্রুত সমাধানের দাবি জানিয়েছেন। দেশে রাজনৈতিক পরিস্থিতি নিয়ে আলোচনা চলছে। সংশ্লিষ্ট সূত্র জানায়, বিষয়টি নিয়ে বিভিন্ন মহলে উদ্বেগ দেখা দিয়েছে। স্থানীয় প্রশাসন পরিস্থিতি পর্যবেক্ষণ করছে এবং প্রয়োজনীয় ব্যবস্থা গ্রহণের কথা জানিয়েছে। এলাকাবাসী দ্রুত সমাধানের দাবি জানিয়েছেন। দেশে রাজনৈতিক পরিস্থিতি নিয়ে আলোচনা চলছে। সংশ্লিষ্ট সূত্র জানায়, বিষয়টি নিয়ে বিভিন্ন মহলে উদ্বেগ দেখা দিয়েছে। স্থানীয় প্রশাসন পরিস্থিতি পর্যবেক্ষণ করছে এবং প্রয়োজনীয় ব্যবস্থা গ্রহণের কথা জানিয়েছে। এলাকাবাসী দ্রুত সমাধানের দাবি জানিয়েছেন। দেশে রাজনৈতিক পরিস্থিতি নিয়ে আলোচনা চলছে। সংশ্লিষ্ট সূত্র জানায়, বিষয়টি নিয়ে বিভিন্ন মহলে উদ্বেগ দেখা দিয়েছে। স্থানীয় প্রশাসন পরিস্থিতি পর্যবেক্ষণ করছে এবং প্রয়োজনীয় ব্যবস্থা গ্রহণের কথা জানিয়েছে। এলাকাবাসী দ্রুত সমাধানের দাবি জানিয়েছেন। দেশে রাজনৈতিক পরিস্থিতি নিয়ে আলোচনা চলছে। সংশ্লিষ্ট সূত্র জানায়, বিষয়টি নিয়ে বিভিন্ন মহলে উদ্বেগ দেখা দিয়েছে। স্থানীয় প্রশাসন পরিস্থিতি পর্যবেক্ষণ করছে এবং প্রয়োজনীয় ব্যবস্থা গ্রহণের কথা জানিয়েছে। এলাকাবাসী দ্রুত সমাধানের দাবি জানিয়েছেন। দেশে রাজনৈতিক পরিস্থিতি নিয়ে আলোচনা চলছে। সংশ্লিষ্ট সূত্র জানায়, বিষয়টি নিয়ে বিভিন্ন মহলে উদ্বেগ দেখা দিয়েছে। স্থানীয় প্রশাসন পরিস্থিতি পর্যবেক্ষণ করছে এবং প্রয়োজনীয় ব্যবস্থা গ্রহণের কথা জানিয়েছে। এলাকাবাসী দ্রুত সমাধানের দাবি জানিয়েছেন। দেশে রাজনৈতিক পরিস্থিতি নিয়ে আলোচনা চলছে। সংশ্লিষ্ট সূত্র জানায়, বিষয়টি নিয়ে বিভিন্ন মহলে উদ্বেগ দেখা দিয়েছে। স্থানীয় প্রশাসন পরিস্থিতি পর্যবেক্ষণ করছে এবং প্রয়োজনীয় ব্যবস্থা গ্রহণের কথা জানিয়েছে। এলাকাবাসী দ্রুত সমাধানের দাবি জানিয়েছেন। দেশে রাজনৈতিক পরিস্থিতি নিয়ে আলোচনা চলছে। সংশ্লিষ্ট সূত্র জানায়, বিষয়টি নিয়ে বিভিন্ন মহলে উদ্বেগ দেখা দিয়েছে। স্থানীয় প্রশাসন পরিস্থিতি পর্যবেক্ষণ করছে এবং প্রয়োজনীয় ব্যবস্থা গ্রহণের কথা জানিয়েছে। এলাকাবাসী দ্রুত সমাধানের দাবি জানিয়েছেন। দেশে রাজনৈতিক পরিস্থিতি নিয়ে আলোচনা চলছে। সংশ্লিষ্ট সূত্র জানায়, বিষয়টি নিয়ে বিভিন্ন মহলে উদ্বেগ দেখা দিয়েছে। স্থানীয় প্রশাসন পরিস্থিতি পর্যবেক্ষণ করছে এবং প্রয়োজনীয় ব্যবস্থা গ্রহণের কথা জানিয়েছে। এলাকাবাসী দ্রুত সমাধানের দাবি জানিয়েছেন। দেশে রাজনৈতিক পরিস্থিতি নিয়ে আলোচনা চলছে। সংশ্লিষ্ট সূত্র জানায়, বিষয়টি নিয়ে বিভিন্ন মহলে উদ্বেগ দেখা দিয়েছে। স্থানীয় প্রশাসন পরিস্থিতি পর্যবেক্ষণ করছে এবং প্রয়োজনীয় ব্যবস্থা গ্রহণের কথা জানিয়েছে। এলাকাবাসী দ্রুত সমাধানের দাবি জানিয়েছেন। দেশে রাজনৈতিক পরিস্থিতি নিয়ে আলোচনা চলছে। সংশ্লিষ্ট সূত্র জানায়, বিষয়টি নিয়ে বিভিন্ন মহলে উদ্বেগ দেখা দিয়েছে। স্থানীয় প্রশাসন পরিস্থিতি পর্যবেক্ষণ করছে এবং প্রয়োজনীয় ব্যবস্থা গ্রহণের কথা জানিয়েছে। এলাকাবাসী দ্রুত সমাধানের দাবি জানিয়েছেন। দেশে রাজনৈতিক পরিস্থিতি নিয়ে আলোচনা চলছে। সংশ্লিষ্ট সূত্র জানায়, বিষয়টি নিয়ে বিভিন্ন মহলে উদ্বেগ দেখা দিয়েছে। স্থানীয় প্রশাসন পরিস্থিতি পর্যবেক্ষণ করছে এবং প্রয়োজনীয় ব্যবস্থা গ্রহণের কথা জানিয়েছে। এলাকাবাসী দ্রুত সমাধানের দাবি জানিয়েছেন। দেশে রাজনৈতিক পরিস্থিতি নিয়ে আলোচনা চলছে। সংশ্লিষ্ট সূত্র জানায়, বিষয়টি নিয়ে বিভিন্ন মহলে উদ্বেগ দেখা দিয়েছে। স্থানীয় প্রশাসন পরিস্থিতি পর্যবেক্ষণ করছে এবং প্রয়োজনীয় ব্যবস্থা গ্রহণের কথা জানিয়েছে। এলাকাবাসী দ্রুত সমাধানের দাবি জানিয়েছেন। দেশে রাজনৈতিক পরিস্থিতি নিয়ে আলোচনা চলছে। সংশ্লিষ্ট সূত্র জানায়, বিষয়টি নিয়ে বিভিন্ন মহলে উদ্বেগ দেখা দিয়েছে। স্থানীয় প্রশাসন পরিস্থিতি পর্যবেক্ষণ করছে এবং প্রয়োজনীয় ব্যবস্থা গ্রহণের কথা জানিয়েছে। এলাকাবাসী দ্রুত সমাধানের দাবি জানিয়েছেন। দেশে রাজনৈতিক পরিস্থিতি নিয়ে আলোচনা চলছে। সংশ্লিষ্ট সূত্র জানায়, বিষয়টি নিয়ে বিভিন্ন মহলে উদ্বেগ দেখা দিয়েছে। স্থানীয় প্রশাসন পরিস্থিতি পর্যবেক্ষণ করছে এবং প্রয়োজনীয় ব্যবস্থা গ্রহণের কথা জানিয়েছে। এলাকাবাসী দ্রুত সমাধানের দাবি জানিয়েছেন। দেশে রাজনৈতিক পরিস্থিতি নিয়ে আলোচনা চলছে। সংশ্লিষ্ট সূত্র জানায়, বিষয়টি নিয়ে বিভিন্ন মহলে উদ্বেগ দেখা দিয়েছে। স্থানীয় প্রশাসন পরিস্থিতি পর্যবেক্ষণ করছে এবং প্রয়োজনীয় ব্যবস্থা গ্রহণের কথা জানিয়েছে। এলাকাবাসী দ্রুত সমাধানের দাবি জানিয়েছেন। দেশে রাজনৈতিক পরিস্থিতি নিয়ে আলোচনা চলছে। সংশ্লিষ্ট সূত্র জানায়, বিষয়টি নিয়ে বিভিন্ন মহলে উদ্বেগ দেখা দিয়েছে। স্থানীয় প্রশাসন পরিস্থিতি পর্যবেক্ষণ করছে এবং প্রয়োজনীয় ব্যবস্থা গ্রহণের কথা জানিয়েছে। এলাকাবাসী দ্রুত সমাধানের দাবি জানিয়েছেন। দেশে রাজনৈতিক পরিস্থিতি নিয়ে আলোচনা চলছে। সংশ্লিষ্ট সূত্র জানায়, বিষয়টি নিয়ে বিভিন্ন মহলে উদ্বেগ দেখা দিয়েছে। স্থানীয় প্রশাসন পরিস্থিতি পর্যবেক্ষণ করছে এবং প্রয়োজনীয় ব্যবস্থা গ্রহণের কথা জানিয়েছে। এলাকাবাসী দ্রুত সমাধানের দাবি জানিয়েছেন। [12,143,163,1218]
divider [514,886,640,887]
body-text: দেশে রাজনৈতিক পরিস্থিতি নিয়ে আলোচনা চলছে। সংশ্লিষ্ট সূত্র জানায়, বিষয়টি নিয়ে বিভিন্ন মহলে উদ্বেগ দেখা দিয়েছে। স্থানীয় প্রশাসন পরিস্থিতি পর্যবেক্ষণ করছে এবং প্রয়োজনীয় ব্যবস্থা গ্রহণের কথা জানিয়েছে। এলাকাবাসী দ্রুত সমাধানের দাবি জানিয়েছেন। দেশে রাজনৈতিক পরিস্থিতি নিয়ে আলোচনা চলছে। সংশ্লিষ্ট সূত্র জানায়, বিষয়টি নিয়ে বিভিন্ন মহলে উদ্বেগ দেখা দিয়েছে। স্থানীয় প্রশাসন পরিস্থিতি পর্যবেক্ষণ করছে এবং প্রয়োজনীয় ব্যবস্থা গ্রহণের কথা জানিয়েছে। এলাকাবাসী দ্রুত সমাধানের দাবি জানিয়েছেন। দেশে রাজনৈতিক পরিস্থিতি নিয়ে আলোচনা চলছে। সংশ্লিষ্ট সূত্র জানায়, বিষয়টি নিয়ে বিভিন্ন মহলে উদ্বেগ দেখা দিয়েছে। স্থানীয় প্রশাসন পরিস্থিতি পর্যবেক্ষণ করছে এবং প্রয়োজনীয় ব্যবস্থা গ্রহণের কথা জানিয়েছে। এলাকাবাসী দ্রুত সমাধানের দাবি জানিয়েছেন। [170,704,265,794]
byline: নিজস্ব প্রতিবেদক [514,901,545,907]
masthead [0,0,650,40]
headline[interactable]: দুর্গম পাহাড়ে বিজিবির [186,802,249,811]
body-text: দেশে রাজনৈতিক পরিস্থিতি নিয়ে আলোচনা চলছে। সংশ্লিষ্ট সূত্র জানায়, বিষয়টি নিয়ে বিভিন্ন মহলে উদ্বেগ দেখা দিয়েছে। স্থানীয় প্রশাসন পরিস্থিতি পর্যবেক্ষণ করছে এবং প্রয়োজনীয় ব্যবস্থা গ্রহণের কথা জানিয়েছে। এলাকাবাসী দ্রুত সমাধানের দাবি জানিয়েছেন। দেশে রাজনৈতিক পরিস্থিতি নিয়ে আলোচনা চলছে। সংশ্লিষ্ট সূত্র জানায়, বিষয়টি নিয়ে বিভিন্ন মহলে উদ্বেগ দেখা দিয়েছে। স্থানীয় প্রশাসন পরিস্থিতি পর্যবেক্ষণ করছে এবং প্রয়োজনীয় ব্যবস্থা গ্রহণের কথা জানিয়েছে। এলাকাবাসী দ্রুত সমাধানের দাবি জানিয়েছেন। দেশে রাজনৈতিক পরিস্থিতি নিয়ে আলোচনা চলছে। সংশ্লিষ্ট সূত্র জানায়, বিষয়টি নিয়ে বিভিন্ন মহলে উদ্বেগ দেখা দিয়েছে। স্থানীয় প্রশাসন পরিস্থিতি পর্যবেক্ষণ করছে এবং প্রয়োজনীয় ব্যবস্থা গ্রহণের কথা জানিয়েছে। এলাকাবাসী দ্রুত সমাধানের দাবি জানিয়েছেন। দেশে রাজনৈতিক পরিস্থিতি নিয়ে আলোচনা চলছে। সংশ্লিষ্ট সূত্র জানায়, বিষয়টি নিয়ে বিভিন্ন মহলে উদ্বেগ দেখা দিয়েছে। স্থানীয় প্রশাসন পরিস্থিতি পর্যবেক্ষণ করছে এবং প্রয়োজনীয় ব্যবস্থা গ্রহণের কথা জানিয়েছে। এলাকাবাসী দ্রুত সমাধানের দাবি জানিয়েছেন। দেশে রাজনৈতিক পরিস্থিতি নিয়ে আলোচনা চলছে। সংশ্লিষ্ট সূত্র জানায়, বিষয়টি নিয়ে বিভিন্ন মহলে উদ্বেগ দেখা দিয়েছে। স্থানীয় প্রশাসন পরিস্থিতি পর্যবেক্ষণ করছে এবং প্রয়োজনীয় ব্যবস্থা গ্রহণের কথা জানিয়েছে। এলাকাবাসী দ্রুত সমাধানের দাবি জানিয়েছেন। দেশে রাজনৈতিক পরিস্থিতি নিয়ে আলোচনা চলছে। সংশ্লিষ্ট সূত্র জানায়, বিষয়টি নিয়ে বিভিন্ন মহলে উদ্বেগ দেখা দিয়েছে। স্থানীয় প্রশাসন পরিস্থিতি পর্যবেক্ষণ করছে এবং প্রয়োজনীয় ব্যবস্থা গ্রহণের কথা জানিয়েছে। এলাকাবাসী দ্রুত সমাধানের দাবি জানিয়েছেন। দেশে রাজনৈতিক পরিস্থিতি নিয়ে আলোচনা চলছে। সংশ্লিষ্ট সূত্র জানায়, বিষয়টি নিয়ে বিভিন্ন মহলে উদ্বেগ দেখা দিয়েছে। স্থানীয় প্রশাসন পরিস্থিতি পর্যবেক্ষণ করছে এবং প্রয়োজনীয় ব্যবস্থা গ্রহণের কথা জানিয়েছে। এলাকাবাসী দ্রুত সমাধানের দাবি জানিয়েছেন। দেশে রাজনৈতিক পরিস্থিতি নিয়ে আলোচনা চলছে। সংশ্লিষ্ট সূত্র জানায়, বিষয়টি নিয়ে বিভিন্ন মহলে উদ্বেগ দেখা দিয়েছে। স্থানীয় প্রশাসন পরিস্থিতি পর্যবেক্ষণ করছে এবং প্রয়োজনীয় ব্যবস্থা গ্রহণের কথা জানিয়েছে। এলাকাবাসী দ্রুত সমাধানের দাবি জানিয়েছেন। দেশে রাজনৈতিক পরিস্থিতি নিয়ে আলোচনা চলছে। সংশ্লিষ্ট সূত্র জানায়, বিষয়টি নিয়ে বিভিন্ন মহলে উদ্বেগ দেখা দিয়েছে। স্থানীয় প্রশাসন পরিস্থিতি পর্যবেক্ষণ করছে এবং প্রয়োজনীয় ব্যবস্থা গ্রহণের কথা জানিয়েছে। এলাকাবাসী দ্রুত সমাধানের দাবি জানিয়েছেন। দেশে রাজনৈতিক পরিস্থিতি নিয়ে আলোচনা চলছে। সংশ্লিষ্ট সূত্র জানায়, বিষয়টি নিয়ে বিভিন্ন মহলে উদ্বেগ দেখা দিয়েছে। স্থানীয় প্রশাসন পরিস্থিতি পর্যবেক্ষণ করছে এবং প্রয়োজনীয় ব্যবস্থা গ্রহণের কথা জানিয়েছে। এলাকাবাসী দ্রুত সমাধানের দাবি জানিয়েছেন। দেশে রাজনৈতিক পরিস্থিতি নিয়ে আলোচনা চলছে। সংশ্লিষ্ট সূত্র জানায়, বিষয়টি নিয়ে বিভিন্ন মহলে উদ্বেগ দেখা দিয়েছে। স্থানীয় প্রশাসন পরিস্থিতি পর্যবেক্ষণ করছে এবং প্রয়োজনীয় ব্যবস্থা গ্রহণের কথা জানিয়েছে। এলাকাবাসী দ্রুত সমাধানের দাবি জানিয়েছেন। দেশে রাজনৈতিক পরিস্থিতি নিয়ে আলোচনা চলছে। সংশ্লিষ্ট সূত্র জানায়, বিষয়টি নিয়ে বিভিন্ন মহলে উদ্বেগ দেখা দিয়েছে। স্থানীয় প্রশাসন পরিস্থিতি পর্যবেক্ষণ করছে এবং প্রয়োজনীয় ব্যবস্থা গ্রহণের কথা জানিয়েছে। এলাকাবাসী দ্রুত সমাধানের দাবি জানিয়েছেন। [170,820,265,1162]
byline: নিজস্ব প্রতিবেদক [408,69,439,75]
body-text: দেশে রাজনৈতিক পরিস্থিতি নিয়ে আলোচনা চলছে। সংশ্লিষ্ট সূত্র জানায়, বিষয়টি নিয়ে বিভিন্ন মহলে উদ্বেগ দেখা দিয়েছে। স্থানীয় প্রশাসন পরিস্থিতি পর্যবেক্ষণ করছে এবং প্রয়োজনীয় ব্যবস্থা গ্রহণের কথা জানিয়েছে। এলাকাবাসী দ্রুত সমাধানের দাবি জানিয়েছেন। দেশে রাজনৈতিক পরিস্থিতি নিয়ে আলোচনা চলছে। সংশ্লিষ্ট সূত্র জানায়, বিষয়টি নিয়ে বিভিন্ন মহলে উদ্বেগ দেখা দিয়েছে। স্থানীয় প্রশাসন পরিস্থিতি পর্যবেক্ষণ করছে এবং প্রয়োজনীয় ব্যবস্থা গ্রহণের কথা জানিয়েছে। এলাকাবাসী দ্রুত সমাধানের দাবি জানিয়েছেন। দেশে রাজনৈতিক পরিস্থিতি নিয়ে আলোচনা চলছে। সংশ্লিষ্ট সূত্র জানায়, বিষয়টি নিয়ে বিভিন্ন মহলে উদ্বেগ দেখা দিয়েছে। স্থানীয় প্রশাসন পরিস্থিতি পর্যবেক্ষণ করছে এবং প্রয়োজনীয় ব্যবস্থা গ্রহণের কথা জানিয়েছে। এলাকাবাসী দ্রুত সমাধানের দাবি জানিয়েছেন। দেশে রাজনৈতিক পরিস্থিতি নিয়ে আলোচনা চলছে। সংশ্লিষ্ট সূত্র জানায়, বিষয়টি নিয়ে বিভিন্ন মহলে উদ্বেগ দেখা দিয়েছে। স্থানীয় প্রশাসন পরিস্থিতি পর্যবেক্ষণ করছে এবং প্রয়োজনীয় ব্যবস্থা গ্রহণের কথা জানিয়েছে। এলাকাবাসী দ্রুত সমাধানের দাবি জানিয়েছেন। দেশে রাজনৈতিক পরিস্থিতি নিয়ে আলোচনা চলছে। সংশ্লিষ্ট সূত্র জানায়, বিষয়টি নিয়ে বিভিন্ন মহলে উদ্বেগ দেখা দিয়েছে। স্থানীয় প্রশাসন পরিস্থিতি পর্যবেক্ষণ করছে এবং প্রয়োজনীয় ব্যবস্থা গ্রহণের কথা জানিয়েছে। এলাকাবাসী দ্রুত সমাধানের দাবি জানিয়েছেন। দেশে রাজনৈতিক পরিস্থিতি নিয়ে আলোচনা চলছে। সংশ্লিষ্ট সূত্র জানায়, বিষয়টি নিয়ে বিভিন্ন মহলে উদ্বেগ দেখা দিয়েছে। স্থানীয় প্রশাসন পরিস্থিতি পর্যবেক্ষণ করছে এবং প্রয়োজনীয় ব্যবস্থা গ্রহণের কথা জানিয়েছে। এলাকাবাসী দ্রুত সমাধানের দাবি জানিয়েছেন। দেশে রাজনৈতিক পরিস্থিতি নিয়ে আলোচনা চলছে। সংশ্লিষ্ট সূত্র জানায়, বিষয়টি নিয়ে বিভিন্ন মহলে উদ্বেগ দেখা দিয়েছে। স্থানীয় প্রশাসন পরিস্থিতি পর্যবেক্ষণ করছে এবং প্রয়োজনীয় ব্যবস্থা গ্রহণের কথা জানিয়েছে। এলাকাবাসী দ্রুত সমাধানের দাবি জানিয়েছেন। দেশে রাজনৈতিক পরিস্থিতি নিয়ে আলোচনা চলছে। সংশ্লিষ্ট সূত্র জানায়, বিষয়টি নিয়ে বিভিন্ন মহলে উদ্বেগ দেখা দিয়েছে। স্থানীয় প্রশাসন পরিস্থিতি পর্যবেক্ষণ করছে এবং প্রয়োজনীয় ব্যবস্থা গ্রহণের কথা জানিয়েছে। এলাকাবাসী দ্রুত সমাধানের দাবি জানিয়েছেন। দেশে রাজনৈতিক পরিস্থিতি নিয়ে আলোচনা চলছে। সংশ্লিষ্ট সূত্র জানায়, বিষয়টি নিয়ে বিভিন্ন মহলে উদ্বেগ দেখা দিয়েছে। স্থানীয় প্রশাসন পরিস্থিতি পর্যবেক্ষণ করছে এবং প্রয়োজনীয় ব্যবস্থা গ্রহণের কথা জানিয়েছে। এলাকাবাসী দ্রুত সমাধানের দাবি জানিয়েছেন। দেশে রাজনৈতিক পরিস্থিতি নিয়ে আলোচনা চলছে। সংশ্লিষ্ট সূত্র জানায়, বিষয়টি নিয়ে বিভিন্ন মহলে উদ্বেগ দেখা দিয়েছে। স্থানীয় প্রশাসন পরিস্থিতি পর্যবেক্ষণ করছে এবং প্রয়োজনীয় ব্যবস্থা গ্রহণের কথা জানিয়েছে। এলাকাবাসী দ্রুত সমাধানের দাবি জানিয়েছেন। দেশে রাজনৈতিক পরিস্থিতি নিয়ে আলোচনা চলছে। সংশ্লিষ্ট সূত্র জানায়, বিষয়টি নিয়ে বিভিন্ন মহলে উদ্বেগ দেখা দিয়েছে। স্থানীয় প্রশাসন পরিস্থিতি পর্যবেক্ষণ করছে এবং প্রয়োজনীয় ব্যবস্থা গ্রহণের কথা জানিয়েছে। এলাকাবাসী দ্রুত সমাধানের দাবি জানিয়েছেন। দেশে রাজনৈতিক পরিস্থিতি নিয়ে আলোচনা চলছে। সংশ্লিষ্ট সূত্র জানায়, বিষয়টি নিয়ে বিভিন্ন মহলে উদ্বেগ দেখা দিয়েছে। স্থানীয় প্রশাসন পরিস্থিতি পর্যবেক্ষণ করছে এবং প্রয়োজনীয় ব্যবস্থা গ্রহণের কথা জানিয়েছে। এলাকাবাসী দ্রুত সমাধানের দাবি জানিয়েছেন। দেশে রাজনৈতিক পরিস্থিতি নিয়ে আলোচনা চলছে। সংশ্লিষ্ট সূত্র জানায়, বিষয়টি নিয়ে বিভিন্ন মহলে উদ্বেগ দেখা দিয়েছে। স্থানীয় প্রশাসন পরিস্থিতি পর্যবেক্ষণ করছে এবং প্রয়োজনীয় ব্যবস্থা গ্রহণের কথা জানিয়েছে। এলাকাবাসী দ্রুত সমাধানের দাবি জানিয়েছেন। দেশে রাজনৈতিক পরিস্থিতি নিয়ে আলোচনা চলছে। সংশ্লিষ্ট সূত্র জানায়, বিষয়টি নিয়ে বিভিন্ন মহলে উদ্বেগ দেখা দিয়েছে। স্থানীয় প্রশাসন পরিস্থিতি পর্যবেক্ষণ করছে এবং প্রয়োজনীয় ব্যবস্থা গ্রহণের কথা জানিয়েছে। এলাকাবাসী দ্রুত সমাধানের দাবি জানিয়েছেন। [272,403,400,717]
column-divider [510,44,511,976]
dateline: শনিবার । ২১ সেপ্টেম্বর ২০১৪ । ৬ আশ্বিন ১৪২১ [440,22,538,28]
headline[interactable]: সবাইকে শান্ত থাকার [189,686,246,695]
column-divider [404,44,405,976]
column-2 [170,44,265,1162]
divider [272,381,400,382]
body-text: দেশে রাজনৈতিক পরিস্থিতি নিয়ে আলোচনা চলছে। সংশ্লিষ্ট সূত্র জানায়, বিষয়টি নিয়ে বিভিন্ন মহলে উদ্বেগ দেখা দিয়েছে। স্থানীয় প্রশাসন পরিস্থিতি পর্যবেক্ষণ করছে এবং প্রয়োজনীয় ব্যবস্থা গ্রহণের কথা জানিয়েছে। এলাকাবাসী দ্রুত সমাধানের দাবি জানিয়েছেন। দেশে রাজনৈতিক পরিস্থিতি নিয়ে আলোচনা চলছে। সংশ্লিষ্ট সূত্র জানায়, বিষয়টি নিয়ে বিভিন্ন মহলে উদ্বেগ দেখা দিয়েছে। স্থানীয় প্রশাসন পরিস্থিতি পর্যবেক্ষণ করছে এবং প্রয়োজনীয় ব্যবস্থা গ্রহণের কথা জানিয়েছে। এলাকাবাসী দ্রুত সমাধানের দাবি জানিয়েছেন। দেশে রাজনৈতিক পরিস্থিতি নিয়ে আলোচনা চলছে। সংশ্লিষ্ট সূত্র জানায়, বিষয়টি নিয়ে বিভিন্ন মহলে উদ্বেগ দেখা দিয়েছে। স্থানীয় প্রশাসন পরিস্থিতি পর্যবেক্ষণ করছে এবং প্রয়োজনীয় ব্যবস্থা গ্রহণের কথা জানিয়েছে। এলাকাবাসী দ্রুত সমাধানের দাবি জানিয়েছেন। দেশে রাজনৈতিক পরিস্থিতি নিয়ে আলোচনা চলছে। সংশ্লিষ্ট সূত্র জানায়, বিষয়টি নিয়ে বিভিন্ন মহলে উদ্বেগ দেখা দিয়েছে। স্থানীয় প্রশাসন পরিস্থিতি পর্যবেক্ষণ করছে এবং প্রয়োজনীয় ব্যবস্থা গ্রহণের কথা জানিয়েছে। এলাকাবাসী দ্রুত সমাধানের দাবি জানিয়েছেন। দেশে রাজনৈতিক পরিস্থিতি নিয়ে আলোচনা চলছে। সংশ্লিষ্ট সূত্র জানায়, বিষয়টি নিয়ে বিভিন্ন মহলে উদ্বেগ দেখা দিয়েছে। স্থানীয় প্রশাসন পরিস্থিতি পর্যবেক্ষণ করছে এবং প্রয়োজনীয় ব্যবস্থা গ্রহণের কথা জানিয়েছে। এলাকাবাসী দ্রুত সমাধানের দাবি জানিয়েছেন। দেশে রাজনৈতিক পরিস্থিতি নিয়ে আলোচনা চলছে। সংশ্লিষ্ট সূত্র জানায়, বিষয়টি নিয়ে বিভিন্ন মহলে উদ্বেগ দেখা দিয়েছে। স্থানীয় প্রশাসন পরিস্থিতি পর্যবেক্ষণ করছে এবং প্রয়োজনীয় ব্যবস্থা গ্রহণের কথা জানিয়েছে। এলাকাবাসী দ্রুত সমাধানের দাবি জানিয়েছেন। দেশে রাজনৈতিক পরিস্থিতি নিয়ে আলোচনা চলছে। সংশ্লিষ্ট সূত্র জানায়, বিষয়টি নিয়ে বিভিন্ন মহলে উদ্বেগ দেখা দিয়েছে। স্থানীয় প্রশাসন পরিস্থিতি পর্যবেক্ষণ করছে এবং প্রয়োজনীয় ব্যবস্থা গ্রহণের কথা জানিয়েছে। এলাকাবাসী দ্রুত সমাধানের দাবি জানিয়েছেন। দেশে রাজনৈতিক পরিস্থিতি নিয়ে আলোচনা চলছে। সংশ্লিষ্ট সূত্র জানায়, বিষয়টি নিয়ে বিভিন্ন মহলে উদ্বেগ দেখা দিয়েছে। স্থানীয় প্রশাসন পরিস্থিতি পর্যবেক্ষণ করছে এবং প্রয়োজনীয় ব্যবস্থা গ্রহণের কথা জানিয়েছে। এলাকাবাসী দ্রুত সমাধানের দাবি জানিয়েছেন। দেশে রাজনৈতিক পরিস্থিতি নিয়ে আলোচনা চলছে। সংশ্লিষ্ট সূত্র জানায়, বিষয়টি নিয়ে বিভিন্ন মহলে উদ্বেগ দেখা দিয়েছে। স্থানীয় প্রশাসন পরিস্থিতি পর্যবেক্ষণ করছে এবং প্রয়োজনীয় ব্যবস্থা গ্রহণের কথা জানিয়েছে। এলাকাবাসী দ্রুত সমাধানের দাবি জানিয়েছেন। দেশে রাজনৈতিক পরিস্থিতি নিয়ে আলোচনা চলছে। সংশ্লিষ্ট সূত্র জানায়, বিষয়টি নিয়ে বিভিন্ন মহলে উদ্বেগ দেখা দিয়েছে। স্থানীয় প্রশাসন পরিস্থিতি পর্যবেক্ষণ করছে এবং প্রয়োজনীয় ব্যবস্থা গ্রহণের কথা জানিয়েছে। এলাকাবাসী দ্রুত সমাধানের দাবি জানিয়েছেন। দেশে রাজনৈতিক পরিস্থিতি নিয়ে আলোচনা চলছে। সংশ্লিষ্ট সূত্র জানায়, বিষয়টি নিয়ে বিভিন্ন মহলে উদ্বেগ দেখা দিয়েছে। স্থানীয় প্রশাসন পরিস্থিতি পর্যবেক্ষণ করছে এবং প্রয়োজনীয় ব্যবস্থা গ্রহণের কথা জানিয়েছে। এলাকাবাসী দ্রুত সমাধানের দাবি জানিয়েছেন। দেশে রাজনৈতিক পরিস্থিতি নিয়ে আলোচনা চলছে। সংশ্লিষ্ট সূত্র জানায়, বিষয়টি নিয়ে বিভিন্ন মহলে উদ্বেগ দেখা দিয়েছে। স্থানীয় প্রশাসন পরিস্থিতি পর্যবেক্ষণ করছে এবং প্রয়োজনীয় ব্যবস্থা গ্রহণের কথা জানিয়েছে। এলাকাবাসী দ্রুত সমাধানের দাবি জানিয়েছেন। দেশে রাজনৈতিক পরিস্থিতি নিয়ে আলোচনা চলছে। সংশ্লিষ্ট সূত্র জানায়, বিষয়টি নিয়ে বিভিন্ন মহলে উদ্বেগ দেখা দিয়েছে। স্থানীয় প্রশাসন পরিস্থিতি পর্যবেক্ষণ করছে এবং প্রয়োজনীয় ব্যবস্থা গ্রহণের কথা জানিয়েছে। এলাকাবাসী দ্রুত সমাধানের দাবি জানিয়েছেন। দেশে রাজনৈতিক পরিস্থিতি নিয়ে আলোচনা চলছে। সংশ্লিষ্ট সূত্র জানায়, বিষয়টি নিয়ে বিভিন্ন মহলে উদ্বেগ দেখা দিয়েছে। স্থানীয় প্রশাসন পরিস্থিতি পর্যবেক্ষণ করছে এবং প্রয়োজনীয় ব্যবস্থা গ্রহণের কথা জানিয়েছে। এলাকাবাসী দ্রুত সমাধানের দাবি জানিয়েছেন। দেশে রাজনৈতিক পরিস্থিতি নিয়ে আলোচনা চলছে। সংশ্লিষ্ট সূত্র জানায়, বিষয়টি নিয়ে বিভিন্ন মহলে উদ্বেগ দেখা দিয়েছে। স্থানীয় প্রশাসন পরিস্থিতি পর্যবেক্ষণ করছে এবং প্রয়োজনীয় ব্যবস্থা গ্রহণের কথা জানিয়েছে। এলাকাবাসী দ্রুত সমাধানের দাবি জানিয়েছেন। দেশে রাজনৈতিক পরিস্থিতি নিয়ে আলোচনা চলছে। সংশ্লিষ্ট সূত্র জানায়, বিষয়টি নিয়ে বিভিন্ন মহলে উদ্বেগ দেখা দিয়েছে। স্থানীয় প্রশাসন পরিস্থিতি পর্যবেক্ষণ করছে এবং প্রয়োজনীয় ব্যবস্থা গ্রহণের কথা জানিয়েছে। এলাকাবাসী দ্রুত সমাধানের দাবি জানিয়েছেন। দেশে রাজনৈতিক পরিস্থিতি নিয়ে আলোচনা চলছে। সংশ্লিষ্ট সূত্র জানায়, বিষয়টি নিয়ে বিভিন্ন মহলে উদ্বেগ দেখা দিয়েছে। স্থানীয় প্রশাসন পরিস্থিতি পর্যবেক্ষণ করছে এবং প্রয়োজনীয় ব্যবস্থা গ্রহণের কথা জানিয়েছে। এলাকাবাসী দ্রুত সমাধানের দাবি জানিয়েছেন। দেশে রাজনৈতিক পরিস্থিতি নিয়ে আলোচনা চলছে। সংশ্লিষ্ট সূত্র জানায়, বিষয়টি নিয়ে বিভিন্ন মহলে উদ্বেগ দেখা দিয়েছে। স্থানীয় প্রশাসন পরিস্থিতি পর্যবেক্ষণ করছে এবং প্রয়োজনীয় ব্যবস্থা গ্রহণের কথা জানিয়েছে। এলাকাবাসী দ্রুত সমাধানের দাবি জানিয়েছেন। দেশে রাজনৈতিক পরিস্থিতি নিয়ে আলোচনা চলছে। সংশ্লিষ্ট সূত্র জানায়, বিষয়টি নিয়ে বিভিন্ন মহলে উদ্বেগ দেখা দিয়েছে। স্থানীয় প্রশাসন পরিস্থিতি পর্যবেক্ষণ করছে এবং প্রয়োজনীয় ব্যবস্থা গ্রহণের কথা জানিয়েছে। এলাকাবাসী দ্রুত সমাধানের দাবি জানিয়েছেন। দেশে রাজনৈতিক পরিস্থিতি নিয়ে আলোচনা চলছে। সংশ্লিষ্ট সূত্র জানায়, বিষয়টি নিয়ে বিভিন্ন মহলে উদ্বেগ দেখা দিয়েছে। স্থানীয় প্রশাসন পরিস্থিতি পর্যবেক্ষণ করছে এবং প্রয়োজনীয় ব্যবস্থা গ্রহণের কথা জানিয়েছে। এলাকাবাসী দ্রুত সমাধানের দাবি জানিয়েছেন। [408,760,506,1325]
logo-tagline: বাংলাদেশের সর্বাধিক প্রচারিত দৈনিক [60,2,109,7]
column-divider [268,44,269,976]
body-text: দেশে রাজনৈতিক পরিস্থিতি নিয়ে আলোচনা চলছে। সংশ্লিষ্ট সূত্র জানায়, বিষয়টি নিয়ে বিভিন্ন মহলে উদ্বেগ দেখা দিয়েছে। স্থানীয় প্রশাসন পরিস্থিতি পর্যবেক্ষণ করছে এবং প্রয়োজনীয় ব্যবস্থা গ্রহণের কথা জানিয়েছে। এলাকাবাসী দ্রুত সমাধানের দাবি জানিয়েছেন। দেশে রাজনৈতিক পরিস্থিতি নিয়ে আলোচনা চলছে। সংশ্লিষ্ট সূত্র জানায়, বিষয়টি নিয়ে বিভিন্ন মহলে উদ্বেগ দেখা দিয়েছে। স্থানীয় প্রশাসন পরিস্থিতি পর্যবেক্ষণ করছে এবং প্রয়োজনীয় ব্যবস্থা গ্রহণের কথা জানিয়েছে। এলাকাবাসী দ্রুত সমাধানের দাবি জানিয়েছেন। দেশে রাজনৈতিক পরিস্থিতি নিয়ে আলোচনা চলছে। সংশ্লিষ্ট সূত্র জানায়, বিষয়টি নিয়ে বিভিন্ন মহলে উদ্বেগ দেখা দিয়েছে। স্থানীয় প্রশাসন পরিস্থিতি পর্যবেক্ষণ করছে এবং প্রয়োজনীয় ব্যবস্থা গ্রহণের কথা জানিয়েছে। এলাকাবাসী দ্রুত সমাধানের দাবি জানিয়েছেন। [12,65,163,122]
byline: প্রতিনিধি [514,673,531,679]
headline[interactable]: সারাজীবনে ওপর হামলার [541,434,613,443]
headline[interactable]: সাবেক কুমিল্লা [437,314,477,323]
body-text: দেশে রাজনৈতিক পরিস্থিতি নিয়ে আলোচনা চলছে। সংশ্লিষ্ট সূত্র জানায়, বিষয়টি নিয়ে বিভিন্ন মহলে উদ্বেগ দেখা দিয়েছে। স্থানীয় প্রশাসন পরিস্থিতি পর্যবেক্ষণ করছে এবং প্রয়োজনীয় ব্যবস্থা গ্রহণের কথা জানিয়েছে। এলাকাবাসী দ্রুত সমাধানের দাবি জানিয়েছেন। দেশে রাজনৈতিক পরিস্থিতি নিয়ে আলোচনা চলছে। সংশ্লিষ্ট সূত্র জানায়, বিষয়টি নিয়ে বিভিন্ন মহলে উদ্বেগ দেখা দিয়েছে। স্থানীয় প্রশাসন পরিস্থিতি পর্যবেক্ষণ করছে এবং প্রয়োজনীয় ব্যবস্থা গ্রহণের কথা জানিয়েছে। এলাকাবাসী দ্রুত সমাধানের দাবি জানিয়েছেন। দেশে রাজনৈতিক পরিস্থিতি নিয়ে আলোচনা চলছে। সংশ্লিষ্ট সূত্র জানায়, বিষয়টি নিয়ে বিভিন্ন মহলে উদ্বেগ দেখা দিয়েছে। স্থানীয় প্রশাসন পরিস্থিতি পর্যবেক্ষণ করছে এবং প্রয়োজনীয় ব্যবস্থা গ্রহণের কথা জানিয়েছে। এলাকাবাসী দ্রুত সমাধানের দাবি জানিয়েছেন। দেশে রাজনৈতিক পরিস্থিতি নিয়ে আলোচনা চলছে। সংশ্লিষ্ট সূত্র জানায়, বিষয়টি নিয়ে বিভিন্ন মহলে উদ্বেগ দেখা দিয়েছে। স্থানীয় প্রশাসন পরিস্থিতি পর্যবেক্ষণ করছে এবং প্রয়োজনীয় ব্যবস্থা গ্রহণের কথা জানিয়েছে। এলাকাবাসী দ্রুত সমাধানের দাবি জানিয়েছেন। দেশে রাজনৈতিক পরিস্থিতি নিয়ে আলোচনা চলছে। সংশ্লিষ্ট সূত্র জানায়, বিষয়টি নিয়ে বিভিন্ন মহলে উদ্বেগ দেখা দিয়েছে। স্থানীয় প্রশাসন পরিস্থিতি পর্যবেক্ষণ করছে এবং প্রয়োজনীয় ব্যবস্থা গ্রহণের কথা জানিয়েছে। এলাকাবাসী দ্রুত সমাধানের দাবি জানিয়েছেন। দেশে রাজনৈতিক পরিস্থিতি নিয়ে আলোচনা চলছে। সংশ্লিষ্ট সূত্র জানায়, বিষয়টি নিয়ে বিভিন্ন মহলে উদ্বেগ দেখা দিয়েছে। স্থানীয় প্রশাসন পরিস্থিতি পর্যবেক্ষণ করছে এবং প্রয়োজনীয় ব্যবস্থা গ্রহণের কথা জানিয়েছে। এলাকাবাসী দ্রুত সমাধানের দাবি জানিয়েছেন। [170,504,265,678]
section-label: খবর [560,8,583,23]
divider [170,310,265,311]
divider [408,310,506,311]
headline[interactable]: জেলাহাজতে সাবেক [548,662,606,671]
headline[interactable]: বাইডেনের সঙ্গে সাক্ষাৎ [545,890,609,899]
byline: নিজস্ব প্রতিবেদক [170,697,201,703]
headline[interactable]: আইন হাতে তুলে [193,314,242,323]
column-1 [12,44,163,1218]
headline[interactable]: এরশাদ মনসুরের পাত [306,725,366,734]
column-divider [166,44,167,976]
byline: নিজস্ব প্রতিবেদক [272,736,303,742]
divider [408,482,506,483]
byline: নিজস্ব প্রতিবেদক [514,445,545,451]
headline[interactable]: পাহাড় দখলকারির থানায় [422,742,492,751]
headline[interactable]: দুই খতিবের 'দ্বন্দ্ব' [310,46,362,54]
headline[interactable]: ছাত্র-জনতার ওপর গুলি আওয়ামী লীগ নেতা মোশাররফ গ্রেপ্তার [427,45,487,66]
byline: নিজস্ব প্রতিবেদক [514,217,545,223]
body-text: দেশে রাজনৈতিক পরিস্থিতি নিয়ে আলোচনা চলছে। সংশ্লিষ্ট সূত্র জানায়, বিষয়টি নিয়ে বিভিন্ন মহলে উদ্বেগ দেখা দিয়েছে। স্থানীয় প্রশাসন পরিস্থিতি পর্যবেক্ষণ করছে এবং প্রয়োজনীয় ব্যবস্থা গ্রহণের কথা জানিয়েছে। এলাকাবাসী দ্রুত সমাধানের দাবি জানিয়েছেন। দেশে রাজনৈতিক পরিস্থিতি নিয়ে আলোচনা চলছে। সংশ্লিষ্ট সূত্র জানায়, বিষয়টি নিয়ে বিভিন্ন মহলে উদ্বেগ দেখা দিয়েছে। স্থানীয় প্রশাসন পরিস্থিতি পর্যবেক্ষণ করছে এবং প্রয়োজনীয় ব্যবস্থা গ্রহণের কথা জানিয়েছে। এলাকাবাসী দ্রুত সমাধানের দাবি জানিয়েছেন। দেশে রাজনৈতিক পরিস্থিতি নিয়ে আলোচনা চলছে। সংশ্লিষ্ট সূত্র জানায়, বিষয়টি নিয়ে বিভিন্ন মহলে উদ্বেগ দেখা দিয়েছে। স্থানীয় প্রশাসন পরিস্থিতি পর্যবেক্ষণ করছে এবং প্রয়োজনীয় ব্যবস্থা গ্রহণের কথা জানিয়েছে। এলাকাবাসী দ্রুত সমাধানের দাবি জানিয়েছেন। দেশে রাজনৈতিক পরিস্থিতি নিয়ে আলোচনা চলছে। সংশ্লিষ্ট সূত্র জানায়, বিষয়টি নিয়ে বিভিন্ন মহলে উদ্বেগ দেখা দিয়েছে। স্থানীয় প্রশাসন পরিস্থিতি পর্যবেক্ষণ করছে এবং প্রয়োজনীয় ব্যবস্থা গ্রহণের কথা জানিয়েছে। এলাকাবাসী দ্রুত সমাধানের দাবি জানিয়েছেন। দেশে রাজনৈতিক পরিস্থিতি নিয়ে আলোচনা চলছে। সংশ্লিষ্ট সূত্র জানায়, বিষয়টি নিয়ে বিভিন্ন মহলে উদ্বেগ দেখা দিয়েছে। স্থানীয় প্রশাসন পরিস্থিতি পর্যবেক্ষণ করছে এবং প্রয়োজনীয় ব্যবস্থা গ্রহণের কথা জানিয়েছে। এলাকাবাসী দ্রুত সমাধানের দাবি জানিয়েছেন। [408,332,506,478]
divider [514,658,640,659]
body-text: দেশে রাজনৈতিক পরিস্থিতি নিয়ে আলোচনা চলছে। সংশ্লিষ্ট সূত্র জানায়, বিষয়টি নিয়ে বিভিন্ন মহলে উদ্বেগ দেখা দিয়েছে। স্থানীয় প্রশাসন পরিস্থিতি পর্যবেক্ষণ করছে এবং প্রয়োজনীয় ব্যবস্থা গ্রহণের কথা জানিয়েছে। এলাকাবাসী দ্রুত সমাধানের দাবি জানিয়েছেন। দেশে রাজনৈতিক পরিস্থিতি নিয়ে আলোচনা চলছে। সংশ্লিষ্ট সূত্র জানায়, বিষয়টি নিয়ে বিভিন্ন মহলে উদ্বেগ দেখা দিয়েছে। স্থানীয় প্রশাসন পরিস্থিতি পর্যবেক্ষণ করছে এবং প্রয়োজনীয় ব্যবস্থা গ্রহণের কথা জানিয়েছে। এলাকাবাসী দ্রুত সমাধানের দাবি জানিয়েছেন। দেশে রাজনৈতিক পরিস্থিতি নিয়ে আলোচনা চলছে। সংশ্লিষ্ট সূত্র জানায়, বিষয়টি নিয়ে বিভিন্ন মহলে উদ্বেগ দেখা দিয়েছে। স্থানীয় প্রশাসন পরিস্থিতি পর্যবেক্ষণ করছে এবং প্রয়োজনীয় ব্যবস্থা গ্রহণের কথা জানিয়েছে। এলাকাবাসী দ্রুত সমাধানের দাবি জানিয়েছেন। দেশে রাজনৈতিক পরিস্থিতি নিয়ে আলোচনা চলছে। সংশ্লিষ্ট সূত্র জানায়, বিষয়টি নিয়ে বিভিন্ন মহলে উদ্বেগ দেখা দিয়েছে। স্থানীয় প্রশাসন পরিস্থিতি পর্যবেক্ষণ করছে এবং প্রয়োজনীয় ব্যবস্থা গ্রহণের কথা জানিয়েছে। এলাকাবাসী দ্রুত সমাধানের দাবি জানিয়েছেন। দেশে রাজনৈতিক পরিস্থিতি নিয়ে আলোচনা চলছে। সংশ্লিষ্ট সূত্র জানায়, বিষয়টি নিয়ে বিভিন্ন মহলে উদ্বেগ দেখা দিয়েছে। স্থানীয় প্রশাসন পরিস্থিতি পর্যবেক্ষণ করছে এবং প্রয়োজনীয় ব্যবস্থা গ্রহণের কথা জানিয়েছে। এলাকাবাসী দ্রুত সমাধানের দাবি জানিয়েছেন। দেশে রাজনৈতিক পরিস্থিতি নিয়ে আলোচনা চলছে। সংশ্লিষ্ট সূত্র জানায়, বিষয়টি নিয়ে বিভিন্ন মহলে উদ্বেগ দেখা দিয়েছে। স্থানীয় প্রশাসন পরিস্থিতি পর্যবেক্ষণ করছে এবং প্রয়োজনীয় ব্যবস্থা গ্রহণের কথা জানিয়েছে। এলাকাবাসী দ্রুত সমাধানের দাবি জানিয়েছেন। দেশে রাজনৈতিক পরিস্থিতি নিয়ে আলোচনা চলছে। সংশ্লিষ্ট সূত্র জানায়, বিষয়টি নিয়ে বিভিন্ন মহলে উদ্বেগ দেখা দিয়েছে। স্থানীয় প্রশাসন পরিস্থিতি পর্যবেক্ষণ করছে এবং প্রয়োজনীয় ব্যবস্থা গ্রহণের কথা জানিয়েছে। এলাকাবাসী দ্রুত সমাধানের দাবি জানিয়েছেন। দেশে রাজনৈতিক পরিস্থিতি নিয়ে আলোচনা চলছে। সংশ্লিষ্ট সূত্র জানায়, বিষয়টি নিয়ে বিভিন্ন মহলে উদ্বেগ দেখা দিয়েছে। স্থানীয় প্রশাসন পরিস্থিতি পর্যবেক্ষণ করছে এবং প্রয়োজনীয় ব্যবস্থা গ্রহণের কথা জানিয়েছে। এলাকাবাসী দ্রুত সমাধানের দাবি জানিয়েছেন। দেশে রাজনৈতিক পরিস্থিতি নিয়ে আলোচনা চলছে। সংশ্লিষ্ট সূত্র জানায়, বিষয়টি নিয়ে বিভিন্ন মহলে উদ্বেগ দেখা দিয়েছে। স্থানীয় প্রশাসন পরিস্থিতি পর্যবেক্ষণ করছে এবং প্রয়োজনীয় ব্যবস্থা গ্রহণের কথা জানিয়েছে। এলাকাবাসী দ্রুত সমাধানের দাবি জানিয়েছেন। দেশে রাজনৈতিক পরিস্থিতি নিয়ে আলোচনা চলছে। সংশ্লিষ্ট সূত্র জানায়, বিষয়টি নিয়ে বিভিন্ন মহলে উদ্বেগ দেখা দিয়েছে। স্থানীয় প্রশাসন পরিস্থিতি পর্যবেক্ষণ করছে এবং প্রয়োজনীয় ব্যবস্থা গ্রহণের কথা জানিয়েছে। এলাকাবাসী দ্রুত সমাধানের দাবি জানিয়েছেন। দেশে রাজনৈতিক পরিস্থিতি নিয়ে আলোচনা চলছে। সংশ্লিষ্ট সূত্র জানায়, বিষয়টি নিয়ে বিভিন্ন মহলে উদ্বেগ দেখা দিয়েছে। স্থানীয় প্রশাসন পরিস্থিতি পর্যবেক্ষণ করছে এবং প্রয়োজনীয় ব্যবস্থা গ্রহণের কথা জানিয়েছে। এলাকাবাসী দ্রুত সমাধানের দাবি জানিয়েছেন। দেশে রাজনৈতিক পরিস্থিতি নিয়ে আলোচনা চলছে। সংশ্লিষ্ট সূত্র জানায়, বিষয়টি নিয়ে বিভিন্ন মহলে উদ্বেগ দেখা দিয়েছে। স্থানীয় প্রশাসন পরিস্থিতি পর্যবেক্ষণ করছে এবং প্রয়োজনীয় ব্যবস্থা গ্রহণের কথা জানিয়েছে। এলাকাবাসী দ্রুত সমাধানের দাবি জানিয়েছেন। [514,908,640,1177]
body-text: দেশে রাজনৈতিক পরিস্থিতি নিয়ে আলোচনা চলছে। সংশ্লিষ্ট সূত্র জানায়, বিষয়টি নিয়ে বিভিন্ন মহলে উদ্বেগ দেখা দিয়েছে। স্থানীয় প্রশাসন পরিস্থিতি পর্যবেক্ষণ করছে এবং প্রয়োজনীয় ব্যবস্থা গ্রহণের কথা জানিয়েছে। এলাকাবাসী দ্রুত সমাধানের দাবি জানিয়েছেন। দেশে রাজনৈতিক পরিস্থিতি নিয়ে আলোচনা চলছে। সংশ্লিষ্ট সূত্র জানায়, বিষয়টি নিয়ে বিভিন্ন মহলে উদ্বেগ দেখা দিয়েছে। স্থানীয় প্রশাসন পরিস্থিতি পর্যবেক্ষণ করছে এবং প্রয়োজনীয় ব্যবস্থা গ্রহণের কথা জানিয়েছে। এলাকাবাসী দ্রুত সমাধানের দাবি জানিয়েছেন। দেশে রাজনৈতিক পরিস্থিতি নিয়ে আলোচনা চলছে। সংশ্লিষ্ট সূত্র জানায়, বিষয়টি নিয়ে বিভিন্ন মহলে উদ্বেগ দেখা দিয়েছে। স্থানীয় প্রশাসন পরিস্থিতি পর্যবেক্ষণ করছে এবং প্রয়োজনীয় ব্যবস্থা গ্রহণের কথা জানিয়েছে। এলাকাবাসী দ্রুত সমাধানের দাবি জানিয়েছেন। দেশে রাজনৈতিক পরিস্থিতি নিয়ে আলোচনা চলছে। সংশ্লিষ্ট সূত্র জানায়, বিষয়টি নিয়ে বিভিন্ন মহলে উদ্বেগ দেখা দিয়েছে। স্থানীয় প্রশাসন পরিস্থিতি পর্যবেক্ষণ করছে এবং প্রয়োজনীয় ব্যবস্থা গ্রহণের কথা জানিয়েছে। এলাকাবাসী দ্রুত সমাধানের দাবি জানিয়েছেন। দেশে রাজনৈতিক পরিস্থিতি নিয়ে আলোচনা চলছে। সংশ্লিষ্ট সূত্র জানায়, বিষয়টি নিয়ে বিভিন্ন মহলে উদ্বেগ দেখা দিয়েছে। স্থানীয় প্রশাসন পরিস্থিতি পর্যবেক্ষণ করছে এবং প্রয়োজনীয় ব্যবস্থা গ্রহণের কথা জানিয়েছে। এলাকাবাসী দ্রুত সমাধানের দাবি জানিয়েছেন। দেশে রাজনৈতিক পরিস্থিতি নিয়ে আলোচনা চলছে। সংশ্লিষ্ট সূত্র জানায়, বিষয়টি নিয়ে বিভিন্ন মহলে উদ্বেগ দেখা দিয়েছে। স্থানীয় প্রশাসন পরিস্থিতি পর্যবেক্ষণ করছে এবং প্রয়োজনীয় ব্যবস্থা গ্রহণের কথা জানিয়েছে। এলাকাবাসী দ্রুত সমাধানের দাবি জানিয়েছেন। দেশে রাজনৈতিক পরিস্থিতি নিয়ে আলোচনা চলছে। সংশ্লিষ্ট সূত্র জানায়, বিষয়টি নিয়ে বিভিন্ন মহলে উদ্বেগ দেখা দিয়েছে। স্থানীয় প্রশাসন পরিস্থিতি পর্যবেক্ষণ করছে এবং প্রয়োজনীয় ব্যবস্থা গ্রহণের কথা জানিয়েছে। এলাকাবাসী দ্রুত সমাধানের দাবি জানিয়েছেন। দেশে রাজনৈতিক পরিস্থিতি নিয়ে আলোচনা চলছে। সংশ্লিষ্ট সূত্র জানায়, বিষয়টি নিয়ে বিভিন্ন মহলে উদ্বেগ দেখা দিয়েছে। স্থানীয় প্রশাসন পরিস্থিতি পর্যবেক্ষণ করছে এবং প্রয়োজনীয় ব্যবস্থা গ্রহণের কথা জানিয়েছে। এলাকাবাসী দ্রুত সমাধানের দাবি জানিয়েছেন। [170,76,265,306]
headline[interactable]: দুটি অস্ত্রসহ সন্ত্রাসী ও [187,486,248,495]
divider [514,202,640,203]
body-text: দেশে রাজনৈতিক পরিস্থিতি নিয়ে আলোচনা চলছে। সংশ্লিষ্ট সূত্র জানায়, বিষয়টি নিয়ে বিভিন্ন মহলে উদ্বেগ দেখা দিয়েছে। স্থানীয় প্রশাসন পরিস্থিতি পর্যবেক্ষণ করছে এবং প্রয়োজনীয় ব্যবস্থা গ্রহণের কথা জানিয়েছে। এলাকাবাসী দ্রুত সমাধানের দাবি জানিয়েছেন। দেশে রাজনৈতিক পরিস্থিতি নিয়ে আলোচনা চলছে। সংশ্লিষ্ট সূত্র জানায়, বিষয়টি নিয়ে বিভিন্ন মহলে উদ্বেগ দেখা দিয়েছে। স্থানীয় প্রশাসন পরিস্থিতি পর্যবেক্ষণ করছে এবং প্রয়োজনীয় ব্যবস্থা গ্রহণের কথা জানিয়েছে। এলাকাবাসী দ্রুত সমাধানের দাবি জানিয়েছেন। দেশে রাজনৈতিক পরিস্থিতি নিয়ে আলোচনা চলছে। সংশ্লিষ্ট সূত্র জানায়, বিষয়টি নিয়ে বিভিন্ন মহলে উদ্বেগ দেখা দিয়েছে। স্থানীয় প্রশাসন পরিস্থিতি পর্যবেক্ষণ করছে এবং প্রয়োজনীয় ব্যবস্থা গ্রহণের কথা জানিয়েছে। এলাকাবাসী দ্রুত সমাধানের দাবি জানিয়েছেন। দেশে রাজনৈতিক পরিস্থিতি নিয়ে আলোচনা চলছে। সংশ্লিষ্ট সূত্র জানায়, বিষয়টি নিয়ে বিভিন্ন মহলে উদ্বেগ দেখা দিয়েছে। স্থানীয় প্রশাসন পরিস্থিতি পর্যবেক্ষণ করছে এবং প্রয়োজনীয় ব্যবস্থা গ্রহণের কথা জানিয়েছে। এলাকাবাসী দ্রুত সমাধানের দাবি জানিয়েছেন। দেশে রাজনৈতিক পরিস্থিতি নিয়ে আলোচনা চলছে। সংশ্লিষ্ট সূত্র জানায়, বিষয়টি নিয়ে বিভিন্ন মহলে উদ্বেগ দেখা দিয়েছে। স্থানীয় প্রশাসন পরিস্থিতি পর্যবেক্ষণ করছে এবং প্রয়োজনীয় ব্যবস্থা গ্রহণের কথা জানিয়েছে। এলাকাবাসী দ্রুত সমাধানের দাবি জানিয়েছেন। দেশে রাজনৈতিক পরিস্থিতি নিয়ে আলোচনা চলছে। সংশ্লিষ্ট সূত্র জানায়, বিষয়টি নিয়ে বিভিন্ন মহলে উদ্বেগ দেখা দিয়েছে। স্থানীয় প্রশাসন পরিস্থিতি পর্যবেক্ষণ করছে এবং প্রয়োজনীয় ব্যবস্থা গ্রহণের কথা জানিয়েছে। এলাকাবাসী দ্রুত সমাধানের দাবি জানিয়েছেন। দেশে রাজনৈতিক পরিস্থিতি নিয়ে আলোচনা চলছে। সংশ্লিষ্ট সূত্র জানায়, বিষয়টি নিয়ে বিভিন্ন মহলে উদ্বেগ দেখা দিয়েছে। স্থানীয় প্রশাসন পরিস্থিতি পর্যবেক্ষণ করছে এবং প্রয়োজনীয় ব্যবস্থা গ্রহণের কথা জানিয়েছে। এলাকাবাসী দ্রুত সমাধানের দাবি জানিয়েছেন। দেশে রাজনৈতিক পরিস্থিতি নিয়ে আলোচনা চলছে। সংশ্লিষ্ট সূত্র জানায়, বিষয়টি নিয়ে বিভিন্ন মহলে উদ্বেগ দেখা দিয়েছে। স্থানীয় প্রশাসন পরিস্থিতি পর্যবেক্ষণ করছে এবং প্রয়োজনীয় ব্যবস্থা গ্রহণের কথা জানিয়েছে। এলাকাবাসী দ্রুত সমাধানের দাবি জানিয়েছেন। দেশে রাজনৈতিক পরিস্থিতি নিয়ে আলোচনা চলছে। সংশ্লিষ্ট সূত্র জানায়, বিষয়টি নিয়ে বিভিন্ন মহলে উদ্বেগ দেখা দিয়েছে। স্থানীয় প্রশাসন পরিস্থিতি পর্যবেক্ষণ করছে এবং প্রয়োজনীয় ব্যবস্থা গ্রহণের কথা জানিয়েছে। এলাকাবাসী দ্রুত সমাধানের দাবি জানিয়েছেন। [514,452,640,654]
byline: নিজস্ব প্রতিবেদক [272,396,303,402]
body-text: দেশে রাজনৈতিক পরিস্থিতি নিয়ে আলোচনা চলছে। সংশ্লিষ্ট সূত্র জানায়, বিষয়টি নিয়ে বিভিন্ন মহলে উদ্বেগ দেখা দিয়েছে। স্থানীয় প্রশাসন পরিস্থিতি পর্যবেক্ষণ করছে এবং প্রয়োজনীয় ব্যবস্থা গ্রহণের কথা জানিয়েছে। এলাকাবাসী দ্রুত সমাধানের দাবি জানিয়েছেন। দেশে রাজনৈতিক পরিস্থিতি নিয়ে আলোচনা চলছে। সংশ্লিষ্ট সূত্র জানায়, বিষয়টি নিয়ে বিভিন্ন মহলে উদ্বেগ দেখা দিয়েছে। স্থানীয় প্রশাসন পরিস্থিতি পর্যবেক্ষণ করছে এবং প্রয়োজনীয় ব্যবস্থা গ্রহণের কথা জানিয়েছে। এলাকাবাসী দ্রুত সমাধানের দাবি জানিয়েছেন। দেশে রাজনৈতিক পরিস্থিতি নিয়ে আলোচনা চলছে। সংশ্লিষ্ট সূত্র জানায়, বিষয়টি নিয়ে বিভিন্ন মহলে উদ্বেগ দেখা দিয়েছে। স্থানীয় প্রশাসন পরিস্থিতি পর্যবেক্ষণ করছে এবং প্রয়োজনীয় ব্যবস্থা গ্রহণের কথা জানিয়েছে। এলাকাবাসী দ্রুত সমাধানের দাবি জানিয়েছেন। দেশে রাজনৈতিক পরিস্থিতি নিয়ে আলোচনা চলছে। সংশ্লিষ্ট সূত্র জানায়, বিষয়টি নিয়ে বিভিন্ন মহলে উদ্বেগ দেখা দিয়েছে। স্থানীয় প্রশাসন পরিস্থিতি পর্যবেক্ষণ করছে এবং প্রয়োজনীয় ব্যবস্থা গ্রহণের কথা জানিয়েছে। এলাকাবাসী দ্রুত সমাধানের দাবি জানিয়েছেন। দেশে রাজনৈতিক পরিস্থিতি নিয়ে আলোচনা চলছে। সংশ্লিষ্ট সূত্র জানায়, বিষয়টি নিয়ে বিভিন্ন মহলে উদ্বেগ দেখা দিয়েছে। স্থানীয় প্রশাসন পরিস্থিতি পর্যবেক্ষণ করছে এবং প্রয়োজনীয় ব্যবস্থা গ্রহণের কথা জানিয়েছে। এলাকাবাসী দ্রুত সমাধানের দাবি জানিয়েছেন। দেশে রাজনৈতিক পরিস্থিতি নিয়ে আলোচনা চলছে। সংশ্লিষ্ট সূত্র জানায়, বিষয়টি নিয়ে বিভিন্ন মহলে উদ্বেগ দেখা দিয়েছে। স্থানীয় প্রশাসন পরিস্থিতি পর্যবেক্ষণ করছে এবং প্রয়োজনীয় ব্যবস্থা গ্রহণের কথা জানিয়েছে। এলাকাবাসী দ্রুত সমাধানের দাবি জানিয়েছেন। দেশে রাজনৈতিক পরিস্থিতি নিয়ে আলোচনা চলছে। সংশ্লিষ্ট সূত্র জানায়, বিষয়টি নিয়ে বিভিন্ন মহলে উদ্বেগ দেখা দিয়েছে। স্থানীয় প্রশাসন পরিস্থিতি পর্যবেক্ষণ করছে এবং প্রয়োজনীয় ব্যবস্থা গ্রহণের কথা জানিয়েছে। এলাকাবাসী দ্রুত সমাধানের দাবি জানিয়েছেন। দেশে রাজনৈতিক পরিস্থিতি নিয়ে আলোচনা চলছে। সংশ্লিষ্ট সূত্র জানায়, বিষয়টি নিয়ে বিভিন্ন মহলে উদ্বেগ দেখা দিয়েছে। স্থানীয় প্রশাসন পরিস্থিতি পর্যবেক্ষণ করছে এবং প্রয়োজনীয় ব্যবস্থা গ্রহণের কথা জানিয়েছে। এলাকাবাসী দ্রুত সমাধানের দাবি জানিয়েছেন। [408,504,506,734]
byline: নিজস্ব প্রতিবেদক [514,57,545,63]
body-text: দেশে রাজনৈতিক পরিস্থিতি নিয়ে আলোচনা চলছে। সংশ্লিষ্ট সূত্র জানায়, বিষয়টি নিয়ে বিভিন্ন মহলে উদ্বেগ দেখা দিয়েছে। স্থানীয় প্রশাসন পরিস্থিতি পর্যবেক্ষণ করছে এবং প্রয়োজনীয় ব্যবস্থা গ্রহণের কথা জানিয়েছে। এলাকাবাসী দ্রুত সমাধানের দাবি জানিয়েছেন। দেশে রাজনৈতিক পরিস্থিতি নিয়ে আলোচনা চলছে। সংশ্লিষ্ট সূত্র জানায়, বিষয়টি নিয়ে বিভিন্ন মহলে উদ্বেগ দেখা দিয়েছে। স্থানীয় প্রশাসন পরিস্থিতি পর্যবেক্ষণ করছে এবং প্রয়োজনীয় ব্যবস্থা গ্রহণের কথা জানিয়েছে। এলাকাবাসী দ্রুত সমাধানের দাবি জানিয়েছেন। দেশে রাজনৈতিক পরিস্থিতি নিয়ে আলোচনা চলছে। সংশ্লিষ্ট সূত্র জানায়, বিষয়টি নিয়ে বিভিন্ন মহলে উদ্বেগ দেখা দিয়েছে। স্থানীয় প্রশাসন পরিস্থিতি পর্যবেক্ষণ করছে এবং প্রয়োজনীয় ব্যবস্থা গ্রহণের কথা জানিয়েছে। এলাকাবাসী দ্রুত সমাধানের দাবি জানিয়েছেন। দেশে রাজনৈতিক পরিস্থিতি নিয়ে আলোচনা চলছে। সংশ্লিষ্ট সূত্র জানায়, বিষয়টি নিয়ে বিভিন্ন মহলে উদ্বেগ দেখা দিয়েছে। স্থানীয় প্রশাসন পরিস্থিতি পর্যবেক্ষণ করছে এবং প্রয়োজনীয় ব্যবস্থা গ্রহণের কথা জানিয়েছে। এলাকাবাসী দ্রুত সমাধানের দাবি জানিয়েছেন। দেশে রাজনৈতিক পরিস্থিতি নিয়ে আলোচনা চলছে। সংশ্লিষ্ট সূত্র জানায়, বিষয়টি নিয়ে বিভিন্ন মহলে উদ্বেগ দেখা দিয়েছে। স্থানীয় প্রশাসন পরিস্থিতি পর্যবেক্ষণ করছে এবং প্রয়োজনীয় ব্যবস্থা গ্রহণের কথা জানিয়েছে। এলাকাবাসী দ্রুত সমাধানের দাবি জানিয়েছেন। দেশে রাজনৈতিক পরিস্থিতি নিয়ে আলোচনা চলছে। সংশ্লিষ্ট সূত্র জানায়, বিষয়টি নিয়ে বিভিন্ন মহলে উদ্বেগ দেখা দিয়েছে। স্থানীয় প্রশাসন পরিস্থিতি পর্যবেক্ষণ করছে এবং প্রয়োজনীয় ব্যবস্থা গ্রহণের কথা জানিয়েছে। এলাকাবাসী দ্রুত সমাধানের দাবি জানিয়েছেন। দেশে রাজনৈতিক পরিস্থিতি নিয়ে আলোচনা চলছে। সংশ্লিষ্ট সূত্র জানায়, বিষয়টি নিয়ে বিভিন্ন মহলে উদ্বেগ দেখা দিয়েছে। স্থানীয় প্রশাসন পরিস্থিতি পর্যবেক্ষণ করছে এবং প্রয়োজনীয় ব্যবস্থা গ্রহণের কথা জানিয়েছে। এলাকাবাসী দ্রুত সমাধানের দাবি জানিয়েছেন। দেশে রাজনৈতিক পরিস্থিতি নিয়ে আলোচনা চলছে। সংশ্লিষ্ট সূত্র জানায়, বিষয়টি নিয়ে বিভিন্ন মহলে উদ্বেগ দেখা দিয়েছে। স্থানীয় প্রশাসন পরিস্থিতি পর্যবেক্ষণ করছে এবং প্রয়োজনীয় ব্যবস্থা গ্রহণের কথা জানিয়েছে। এলাকাবাসী দ্রুত সমাধানের দাবি জানিয়েছেন। দেশে রাজনৈতিক পরিস্থিতি নিয়ে আলোচনা চলছে। সংশ্লিষ্ট সূত্র জানায়, বিষয়টি নিয়ে বিভিন্ন মহলে উদ্বেগ দেখা দিয়েছে। স্থানীয় প্রশাসন পরিস্থিতি পর্যবেক্ষণ করছে এবং প্রয়োজনীয় ব্যবস্থা গ্রহণের কথা জানিয়েছে। এলাকাবাসী দ্রুত সমাধানের দাবি জানিয়েছেন। [514,680,640,882]
byline: প্রতিনিধি [408,325,425,331]
byline: নিজস্ব প্রতিবেদক [170,325,201,331]
headline[interactable]: তাঁদের কাছে আমি [55,46,120,56]
headline[interactable]: সব জাতিসংঘ প্রতিবাদে [544,46,610,54]
divider [170,682,265,683]
page-number: ১১ [600,4,640,28]
byline: নিজস্ব প্রতিবেদক [12,137,43,143]
headline[interactable]: প্রশাসনে শর্তের [436,486,478,495]
body-text: দেশে রাজনৈতিক পরিস্থিতি নিয়ে আলোচনা চলছে। সংশ্লিষ্ট সূত্র জানায়, বিষয়টি নিয়ে বিভিন্ন মহলে উদ্বেগ দেখা দিয়েছে। স্থানীয় প্রশাসন পরিস্থিতি পর্যবেক্ষণ করছে এবং প্রয়োজনীয় ব্যবস্থা গ্রহণের কথা জানিয়েছে। এলাকাবাসী দ্রুত সমাধানের দাবি জানিয়েছেন। দেশে রাজনৈতিক পরিস্থিতি নিয়ে আলোচনা চলছে। সংশ্লিষ্ট সূত্র জানায়, বিষয়টি নিয়ে বিভিন্ন মহলে উদ্বেগ দেখা দিয়েছে। স্থানীয় প্রশাসন পরিস্থিতি পর্যবেক্ষণ করছে এবং প্রয়োজনীয় ব্যবস্থা গ্রহণের কথা জানিয়েছে। এলাকাবাসী দ্রুত সমাধানের দাবি জানিয়েছেন। দেশে রাজনৈতিক পরিস্থিতি নিয়ে আলোচনা চলছে। সংশ্লিষ্ট সূত্র জানায়, বিষয়টি নিয়ে বিভিন্ন মহলে উদ্বেগ দেখা দিয়েছে। স্থানীয় প্রশাসন পরিস্থিতি পর্যবেক্ষণ করছে এবং প্রয়োজনীয় ব্যবস্থা গ্রহণের কথা জানিয়েছে। এলাকাবাসী দ্রুত সমাধানের দাবি জানিয়েছেন। দেশে রাজনৈতিক পরিস্থিতি নিয়ে আলোচনা চলছে। সংশ্লিষ্ট সূত্র জানায়, বিষয়টি নিয়ে বিভিন্ন মহলে উদ্বেগ দেখা দিয়েছে। স্থানীয় প্রশাসন পরিস্থিতি পর্যবেক্ষণ করছে এবং প্রয়োজনীয় ব্যবস্থা গ্রহণের কথা জানিয়েছে। এলাকাবাসী দ্রুত সমাধানের দাবি জানিয়েছেন। দেশে রাজনৈতিক পরিস্থিতি নিয়ে আলোচনা চলছে। সংশ্লিষ্ট সূত্র জানায়, বিষয়টি নিয়ে বিভিন্ন মহলে উদ্বেগ দেখা দিয়েছে। স্থানীয় প্রশাসন পরিস্থিতি পর্যবেক্ষণ করছে এবং প্রয়োজনীয় ব্যবস্থা গ্রহণের কথা জানিয়েছে। এলাকাবাসী দ্রুত সমাধানের দাবি জানিয়েছেন। দেশে রাজনৈতিক পরিস্থিতি নিয়ে আলোচনা চলছে। সংশ্লিষ্ট সূত্র জানায়, বিষয়টি নিয়ে বিভিন্ন মহলে উদ্বেগ দেখা দিয়েছে। স্থানীয় প্রশাসন পরিস্থিতি পর্যবেক্ষণ করছে এবং প্রয়োজনীয় ব্যবস্থা গ্রহণের কথা জানিয়েছে। এলাকাবাসী দ্রুত সমাধানের দাবি জানিয়েছেন। দেশে রাজনৈতিক পরিস্থিতি নিয়ে আলোচনা চলছে। সংশ্লিষ্ট সূত্র জানায়, বিষয়টি নিয়ে বিভিন্ন মহলে উদ্বেগ দেখা দিয়েছে। স্থানীয় প্রশাসন পরিস্থিতি পর্যবেক্ষণ করছে এবং প্রয়োজনীয় ব্যবস্থা গ্রহণের কথা জানিয়েছে। এলাকাবাসী দ্রুত সমাধানের দাবি জানিয়েছেন। দেশে রাজনৈতিক পরিস্থিতি নিয়ে আলোচনা চলছে। সংশ্লিষ্ট সূত্র জানায়, বিষয়টি নিয়ে বিভিন্ন মহলে উদ্বেগ দেখা দিয়েছে। স্থানীয় প্রশাসন পরিস্থিতি পর্যবেক্ষণ করছে এবং প্রয়োজনীয় ব্যবস্থা গ্রহণের কথা জানিয়েছে। এলাকাবাসী দ্রুত সমাধানের দাবি জানিয়েছেন। [408,76,506,306]
byline: প্রতিনিধি [170,497,187,503]
newspaper-logo[interactable] [60,2,181,34]
headline[interactable]: হঠাৎ অশান্ত [66,123,109,134]
divider [170,482,265,483]
byline: প্রতিনিধি [170,813,187,819]
body-text: দেশে রাজনৈতিক পরিস্থিতি নিয়ে আলোচনা চলছে। সংশ্লিষ্ট সূত্র জানায়, বিষয়টি নিয়ে বিভিন্ন মহলে উদ্বেগ দেখা দিয়েছে। স্থানীয় প্রশাসন পরিস্থিতি পর্যবেক্ষণ করছে এবং প্রয়োজনীয় ব্যবস্থা গ্রহণের কথা জানিয়েছে। এলাকাবাসী দ্রুত সমাধানের দাবি জানিয়েছেন। দেশে রাজনৈতিক পরিস্থিতি নিয়ে আলোচনা চলছে। সংশ্লিষ্ট সূত্র জানায়, বিষয়টি নিয়ে বিভিন্ন মহলে উদ্বেগ দেখা দিয়েছে। স্থানীয় প্রশাসন পরিস্থিতি পর্যবেক্ষণ করছে এবং প্রয়োজনীয় ব্যবস্থা গ্রহণের কথা জানিয়েছে। এলাকাবাসী দ্রুত সমাধানের দাবি জানিয়েছেন। দেশে রাজনৈতিক পরিস্থিতি নিয়ে আলোচনা চলছে। সংশ্লিষ্ট সূত্র জানায়, বিষয়টি নিয়ে বিভিন্ন মহলে উদ্বেগ দেখা দিয়েছে। স্থানীয় প্রশাসন পরিস্থিতি পর্যবেক্ষণ করছে এবং প্রয়োজনীয় ব্যবস্থা গ্রহণের কথা জানিয়েছে। এলাকাবাসী দ্রুত সমাধানের দাবি জানিয়েছেন। দেশে রাজনৈতিক পরিস্থিতি নিয়ে আলোচনা চলছে। সংশ্লিষ্ট সূত্র জানায়, বিষয়টি নিয়ে বিভিন্ন মহলে উদ্বেগ দেখা দিয়েছে। স্থানীয় প্রশাসন পরিস্থিতি পর্যবেক্ষণ করছে এবং প্রয়োজনীয় ব্যবস্থা গ্রহণের কথা জানিয়েছে। এলাকাবাসী দ্রুত সমাধানের দাবি জানিয়েছেন। দেশে রাজনৈতিক পরিস্থিতি নিয়ে আলোচনা চলছে। সংশ্লিষ্ট সূত্র জানায়, বিষয়টি নিয়ে বিভিন্ন মহলে উদ্বেগ দেখা দিয়েছে। স্থানীয় প্রশাসন পরিস্থিতি পর্যবেক্ষণ করছে এবং প্রয়োজনীয় ব্যবস্থা গ্রহণের কথা জানিয়েছে। এলাকাবাসী দ্রুত সমাধানের দাবি জানিয়েছেন। দেশে রাজনৈতিক পরিস্থিতি নিয়ে আলোচনা চলছে। সংশ্লিষ্ট সূত্র জানায়, বিষয়টি নিয়ে বিভিন্ন মহলে উদ্বেগ দেখা দিয়েছে। স্থানীয় প্রশাসন পরিস্থিতি পর্যবেক্ষণ করছে এবং প্রয়োজনীয় ব্যবস্থা গ্রহণের কথা জানিয়েছে। এলাকাবাসী দ্রুত সমাধানের দাবি জানিয়েছেন। দেশে রাজনৈতিক পরিস্থিতি নিয়ে আলোচনা চলছে। সংশ্লিষ্ট সূত্র জানায়, বিষয়টি নিয়ে বিভিন্ন মহলে উদ্বেগ দেখা দিয়েছে। স্থানীয় প্রশাসন পরিস্থিতি পর্যবেক্ষণ করছে এবং প্রয়োজনীয় ব্যবস্থা গ্রহণের কথা জানিয়েছে। এলাকাবাসী দ্রুত সমাধানের দাবি জানিয়েছেন। দেশে রাজনৈতিক পরিস্থিতি নিয়ে আলোচনা চলছে। সংশ্লিষ্ট সূত্র জানায়, বিষয়টি নিয়ে বিভিন্ন মহলে উদ্বেগ দেখা দিয়েছে। স্থানীয় প্রশাসন পরিস্থিতি পর্যবেক্ষণ করছে এবং প্রয়োজনীয় ব্যবস্থা গ্রহণের কথা জানিয়েছে। এলাকাবাসী দ্রুত সমাধানের দাবি জানিয়েছেন। দেশে রাজনৈতিক পরিস্থিতি নিয়ে আলোচনা চলছে। সংশ্লিষ্ট সূত্র জানায়, বিষয়টি নিয়ে বিভিন্ন মহলে উদ্বেগ দেখা দিয়েছে। স্থানীয় প্রশাসন পরিস্থিতি পর্যবেক্ষণ করছে এবং প্রয়োজনীয় ব্যবস্থা গ্রহণের কথা জানিয়েছে। এলাকাবাসী দ্রুত সমাধানের দাবি জানিয়েছেন। দেশে রাজনৈতিক পরিস্থিতি নিয়ে আলোচনা চলছে। সংশ্লিষ্ট সূত্র জানায়, বিষয়টি নিয়ে বিভিন্ন মহলে উদ্বেগ দেখা দিয়েছে। স্থানীয় প্রশাসন পরিস্থিতি পর্যবেক্ষণ করছে এবং প্রয়োজনীয় ব্যবস্থা গ্রহণের কথা জানিয়েছে। এলাকাবাসী দ্রুত সমাধানের দাবি জানিয়েছেন। দেশে রাজনৈতিক পরিস্থিতি নিয়ে আলোচনা চলছে। সংশ্লিষ্ট সূত্র জানায়, বিষয়টি নিয়ে বিভিন্ন মহলে উদ্বেগ দেখা দিয়েছে। স্থানীয় প্রশাসন পরিস্থিতি পর্যবেক্ষণ করছে এবং প্রয়োজনীয় ব্যবস্থা গ্রহণের কথা জানিয়েছে। এলাকাবাসী দ্রুত সমাধানের দাবি জানিয়েছেন। দেশে রাজনৈতিক পরিস্থিতি নিয়ে আলোচনা চলছে। সংশ্লিষ্ট সূত্র জানায়, বিষয়টি নিয়ে বিভিন্ন মহলে উদ্বেগ দেখা দিয়েছে। স্থানীয় প্রশাসন পরিস্থিতি পর্যবেক্ষণ করছে এবং প্রয়োজনীয় ব্যবস্থা গ্রহণের কথা জানিয়েছে। এলাকাবাসী দ্রুত সমাধানের দাবি জানিয়েছেন। দেশে রাজনৈতিক পরিস্থিতি নিয়ে আলোচনা চলছে। সংশ্লিষ্ট সূত্র জানায়, বিষয়টি নিয়ে বিভিন্ন মহলে উদ্বেগ দেখা দিয়েছে। স্থানীয় প্রশাসন পরিস্থিতি পর্যবেক্ষণ করছে এবং প্রয়োজনীয় ব্যবস্থা গ্রহণের কথা জানিয়েছে। এলাকাবাসী দ্রুত সমাধানের দাবি জানিয়েছেন। দেশে রাজনৈতিক পরিস্থিতি নিয়ে আলোচনা চলছে। সংশ্লিষ্ট সূত্র জানায়, বিষয়টি নিয়ে বিভিন্ন মহলে উদ্বেগ দেখা দিয়েছে। স্থানীয় প্রশাসন পরিস্থিতি পর্যবেক্ষণ করছে এবং প্রয়োজনীয় ব্যবস্থা গ্রহণের কথা জানিয়েছে। এলাকাবাসী দ্রুত সমাধানের দাবি জানিয়েছেন। [272,63,400,377]
body-text: দেশে রাজনৈতিক পরিস্থিতি নিয়ে আলোচনা চলছে। সংশ্লিষ্ট সূত্র জানায়, বিষয়টি নিয়ে বিভিন্ন মহলে উদ্বেগ দেখা দিয়েছে। স্থানীয় প্রশাসন পরিস্থিতি পর্যবেক্ষণ করছে এবং প্রয়োজনীয় ব্যবস্থা গ্রহণের কথা জানিয়েছে। এলাকাবাসী দ্রুত সমাধানের দাবি জানিয়েছেন। দেশে রাজনৈতিক পরিস্থিতি নিয়ে আলোচনা চলছে। সংশ্লিষ্ট সূত্র জানায়, বিষয়টি নিয়ে বিভিন্ন মহলে উদ্বেগ দেখা দিয়েছে। স্থানীয় প্রশাসন পরিস্থিতি পর্যবেক্ষণ করছে এবং প্রয়োজনীয় ব্যবস্থা গ্রহণের কথা জানিয়েছে। এলাকাবাসী দ্রুত সমাধানের দাবি জানিয়েছেন। দেশে রাজনৈতিক পরিস্থিতি নিয়ে আলোচনা চলছে। সংশ্লিষ্ট সূত্র জানায়, বিষয়টি নিয়ে বিভিন্ন মহলে উদ্বেগ দেখা দিয়েছে। স্থানীয় প্রশাসন পরিস্থিতি পর্যবেক্ষণ করছে এবং প্রয়োজনীয় ব্যবস্থা গ্রহণের কথা জানিয়েছে। এলাকাবাসী দ্রুত সমাধানের দাবি জানিয়েছেন। দেশে রাজনৈতিক পরিস্থিতি নিয়ে আলোচনা চলছে। সংশ্লিষ্ট সূত্র জানায়, বিষয়টি নিয়ে বিভিন্ন মহলে উদ্বেগ দেখা দিয়েছে। স্থানীয় প্রশাসন পরিস্থিতি পর্যবেক্ষণ করছে এবং প্রয়োজনীয় ব্যবস্থা গ্রহণের কথা জানিয়েছে। এলাকাবাসী দ্রুত সমাধানের দাবি জানিয়েছেন। দেশে রাজনৈতিক পরিস্থিতি নিয়ে আলোচনা চলছে। সংশ্লিষ্ট সূত্র জানায়, বিষয়টি নিয়ে বিভিন্ন মহলে উদ্বেগ দেখা দিয়েছে। স্থানীয় প্রশাসন পরিস্থিতি পর্যবেক্ষণ করছে এবং প্রয়োজনীয় ব্যবস্থা গ্রহণের কথা জানিয়েছে। এলাকাবাসী দ্রুত সমাধানের দাবি জানিয়েছেন। দেশে রাজনৈতিক পরিস্থিতি নিয়ে আলোচনা চলছে। সংশ্লিষ্ট সূত্র জানায়, বিষয়টি নিয়ে বিভিন্ন মহলে উদ্বেগ দেখা দিয়েছে। স্থানীয় প্রশাসন পরিস্থিতি পর্যবেক্ষণ করছে এবং প্রয়োজনীয় ব্যবস্থা গ্রহণের কথা জানিয়েছে। এলাকাবাসী দ্রুত সমাধানের দাবি জানিয়েছেন। [514,63,640,198]
